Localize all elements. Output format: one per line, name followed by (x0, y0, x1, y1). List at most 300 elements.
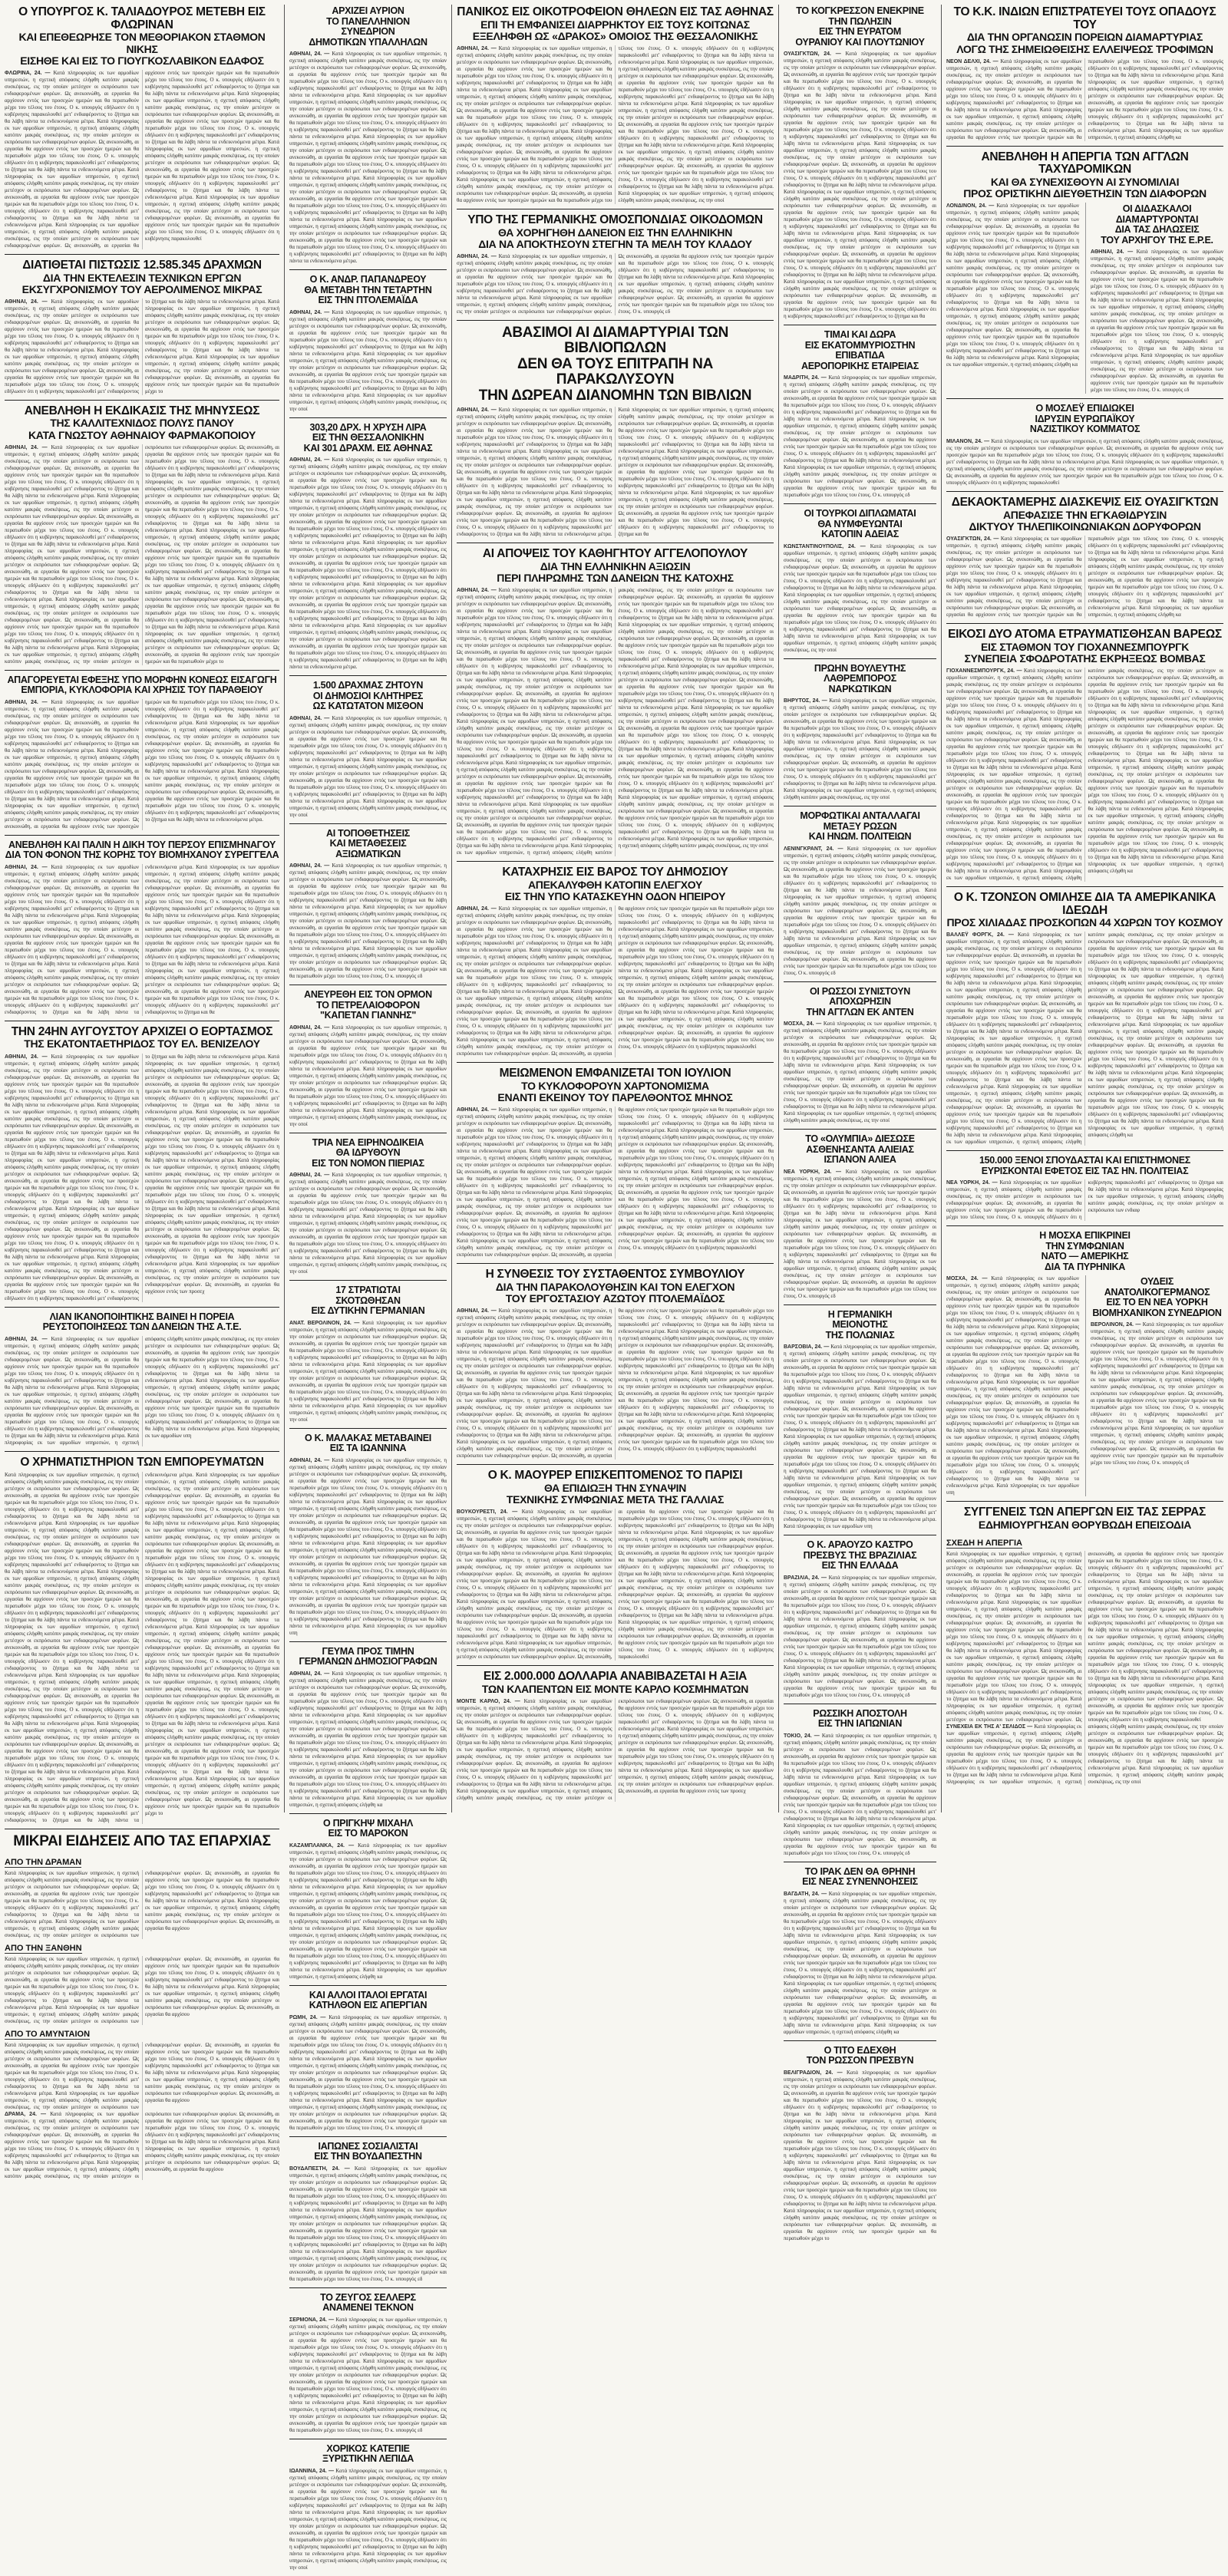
headline-line: ΔΕΝ ΘΑ ΤΟΥΣ ΕΠΙΤΡΑΠΗ ΝΑ ΠΑΡΑΚΩΛΥΣΟΥΝ (517, 355, 713, 388)
column-2 (284, 5, 451, 2571)
headline-line: Ο Κ. ΤΖΟΝΣΟΝ ΟΜΙΛΗΣΕ ΔΙΑ ΤΑ ΑΜΕΡΙΚΑΝΙΚΑ ΙΔΕΩΔΗ (953, 890, 1216, 917)
article (5, 1312, 279, 1452)
headline (289, 1138, 447, 1169)
headline-line: ΑΕΡΟΠΟΡΙΚΗΣ ΕΤΑΙΡΕΙΑΣ (801, 360, 919, 371)
dateline: ΑΘΗΝΑΙ, 24. — (289, 1024, 332, 1031)
article-body: ΒΗΡΥΤΟΣ, 24. — Κατά πληροφορίας εκ των αρμοδίων υπηρεσιών, η σχετική απόφασις ελήφθη κατόπιν μακράς συσκέψεως, εις την οποίαν μετέσχον οι εκπρόσωποι των ενδιαφερομένων φορέων. Ως ανεκοινώθη, αι εργασίαι θα αρχίσουν εντός των προσεχών ημερών και θα περατωθούν μέχρι του τέλους του έτους. Ο κ. υπουργός εδήλωσεν ότι η κυβέρνησις παρακολουθεί μετ' ενδιαφέροντος το ζήτημα και θα λάβη πάντα τα ενδεικνυόμενα μέτρα. Κατά πληροφορίας εκ των αρμοδίων υπηρεσιών, η σχετική απόφασις ελήφθη κατόπιν μακράς συσκέψεως, εις την οποίαν μετέσχον οι εκπρόσωποι των ενδιαφερομένων φορέων. Ως ανεκοινώθη, αι εργασίαι θα αρχίσουν εντός των προσεχών ημερών και θα περατωθούν μέχρι του τέλους του έτους. Ο κ. υπουργός εδήλωσεν ότι η κυβέρνησις παρακολουθεί μετ' ενδιαφέροντος το ζήτημα και θα λάβη πάντα τα ενδεικνυόμενα μέτρα. Κατά πληροφορίας εκ των αρμοδίων υπηρεσιών, η σχετική απόφασις ελήφθη κατόπιν μακράς συσκέψεως, εις την οποί (784, 698, 936, 800)
article-body: ΑΝΑΤ. ΒΕΡΟΛΙΝΟΝ, 24. — Κατά πληροφορίας εκ των αρμοδίων υπηρεσιών, η σχετική απόφασις ελήφθη κατόπιν μακράς συσκέψεως, εις την οποίαν μετέσχον οι εκπρόσωποι των ενδιαφερομένων φορέων. Ως ανεκοινώθη, αι εργασίαι θα αρχίσουν εντός των προσεχών ημερών και θα περατωθούν μέχρι του τέλους του έτους. Ο κ. υπουργός εδήλωσεν ότι η κυβέρνησις παρακολουθεί μετ' ενδιαφέροντος το ζήτημα και θα λάβη πάντα τα ενδεικνυόμενα μέτρα. Κατά πληροφορίας εκ των αρμοδίων υπηρεσιών, η σχετική απόφασις ελήφθη κατόπιν μακράς συσκέψεως, εις την οποίαν μετέσχον οι εκπρόσωποι των ενδιαφερομένων φορέων. Ως ανεκοινώθη, αι εργασίαι θα αρχίσουν εντός των προσεχών ημερών και θα περατωθούν μέχρι του τέλους του έτους. Ο κ. υπουργός εδήλωσεν ότι η κυβέρνησις παρακολουθεί μετ' ενδιαφέροντος το ζήτημα και θα λάβη πάντα τα ενδεικνυόμενα μέτρα. Κατά πληροφορίας εκ των αρμοδίων υπηρεσιών, η σχετική απόφασις ελήφθη κατόπιν μακράς συσκέψεως, εις την οποί (289, 1319, 447, 1423)
headline-line: ΤΟ Κ.Κ. ΙΝΔΙΩΝ ΕΠΙΣΤΡΑΤΕΥΕΙ ΤΟΥΣ ΟΠΑΔΟΥΣ ΤΟΥ (953, 5, 1216, 31)
headline-line: ΑΡΧΙΖΕΙ ΑΥΡΙΟΝ (332, 5, 404, 16)
headline (784, 1540, 936, 1572)
headline-line: ΕΙΣ ΤΗΝ ΠΤΟΛΕΜΑΪΔΑ (318, 295, 418, 305)
headline (946, 1231, 1223, 1272)
headline-line: ΝΑΖΙΣΤΙΚΟΥ ΚΟΜΜΑΤΟΣ (1029, 424, 1141, 435)
article-body: Κατά πληροφορίας εκ των αρμοδίων υπηρεσιών, η σχετική απόφασις ελήφθη κατόπιν μακράς συσκέψεως, εις την οποίαν μετέσχον οι εκπρόσωποι των ενδιαφερομένων φορέων. Ως ανεκοινώθη, αι εργασίαι θα αρχίσουν εντός των προσεχών ημερών και θα περατωθούν μέχρι του τέλους του έτους. Ο κ. υπουργός εδήλωσεν ότι η κυβέρνησις παρακολουθεί μετ' ενδιαφέροντος το ζήτημα και θα λάβη πάντα τα ενδεικνυόμενα μέτρα. Κατά πληροφορίας εκ των αρμοδίων υπηρεσιών, η σχετική απόφασις ελήφθη κατόπιν μακράς συσκέψεως, εις την οποίαν μετέσχον οι εκπρόσωποι των ενδιαφερομένων φορέων. Ως ανεκοινώθη, αι εργασίαι θα αρχίσουν εντός των προσεχών ημερών και θα περατωθούν μέχρι του τέλους του έτους. Ο κ. υπουργός εδήλωσεν ότι η κυβέρνησις παρακολουθεί μετ' ενδιαφέροντος το ζήτημα και θα λάβη πάντα τα ενδεικνυόμενα μέτρα. Κατά πληροφορίας εκ των αρμοδίων υπηρεσιών, η σχετική απόφασις ελήφθη κατόπιν μακράς συσκέψεως, εις την οποίαν μετέσχον οι εκπρόσωποι των ενδιαφερομένων φορέων. Ως ανεκοινώθη, αι εργασίαι θα αρχίσου (5, 1955, 279, 2024)
headline-line: ΑΝΕΒΛΗΘΗ ΚΑΙ ΠΑΛΙΝ Η ΔΙΚΗ ΤΟΥ ΠΕΡΣΟΥ ΕΠΙΣΜΗΝΑΓΟΥ (8, 839, 276, 850)
article (5, 6, 279, 255)
dateline: ΑΘΗΝΑΙ, 24. — (5, 1336, 51, 1342)
article-body: ΣΕΡΜΟΝΑ, 24. — Κατά πληροφορίας εκ των αρμοδίων υπηρεσιών, η σχετική απόφασις ελήφθη κατόπιν μακράς συσκέψεως, εις την οποίαν μετέσχον οι εκπρόσωποι των ενδιαφερομένων φορέων. Ως ανεκοινώθη, αι εργασίαι θα αρχίσουν εντός των προσεχών ημερών και θα περατωθούν μέχρι του τέλους του έτους. Ο κ. υπουργός εδήλωσεν ότι η κυβέρνησις παρακολουθεί μετ' ενδιαφέροντος το ζήτημα και θα λάβη πάντα τα ενδεικνυόμενα μέτρα. Κατά πληροφορίας εκ των αρμοδίων υπηρεσιών, η σχετική απόφασις ελήφθη κατόπιν μακράς συσκέψεως, εις την οποίαν μετέσχον οι εκπρόσωποι των ενδιαφερομένων φορέων. Ως ανεκοινώθη, αι εργασίαι θα αρχίσουν εντός των προσεχών ημερών και θα περατωθούν μέχρι του τέλους του έτους. Ο κ. υπουργός εδήλωσεν ότι η κυβέρνησις παρακολουθεί μετ' ενδιαφέροντος το ζήτημα και θα λάβη πάντα τα ενδεικνυόμενα μέτρα. Κατά πληροφορίας εκ των αρμοδίων υπηρεσιών, η σχετική απόφασις ελήφθη κατόπιν μακράς συσκέψεως, εις την οποίαν μετέσχον οι εκπρόσωποι των ενδιαφερομένων φορέων. Ως ανεκοινώθη, αι εργασίαι θα αρχίσουν εντός των προσεχών ημερών και θα περατωθούν μέχρι του τέλους του έτους. Ο κ. υπουργός εδ (289, 2316, 447, 2433)
headline (1091, 1277, 1223, 1318)
headline-line: ΑΝΕΒΛΗΘΗ Η ΕΚΔΙΚΑΣΙΣ ΤΗΣ ΜΗΝΥΣΕΩΣ (24, 404, 260, 417)
headline-line: ΕΙΣ 2.000.000 ΔΟΛΛΑΡΙΑ ΑΝΑΒΙΒΑΖΕΤΑΙ Η ΑΞΙΑ (483, 1670, 748, 1684)
headline-line: ΕΔΗΜΙΟΥΡΓΗΣΑΝ ΘΟΡΥΒΩΔΗ ΕΠΕΙΣΟΔΙΑ (978, 1519, 1192, 1532)
article (289, 2444, 447, 2576)
headline-line: ΔΙΚΤΥΟΥ ΤΗΛΕΠΙΚΟΙΝΩΝΙΑΚΩΝ ΔΟΡΥΦΟΡΩΝ (969, 519, 1201, 533)
headline-line: ΚΑΙ ΜΕΤΑΘΕΣΕΙΣ (329, 838, 407, 849)
headline-line: Η ΓΕΡΜΑΝΙΚΗ (827, 1308, 893, 1320)
headline-line: ΕΙΚΟΣΙ ΔΥΟ ΑΤΟΜΑ ΕΤΡΑΥΜΑΤΙΣΘΗΣΑΝ ΒΑΡΕΩΣ (948, 627, 1222, 641)
headline-line: ΔΙΑ ΝΑ ΑΠΟΚΤΗΣΟΥΝ ΣΤΕΓΗΝ ΤΑ ΜΕΛΗ ΤΟΥ ΚΛΑΔΟΥ (478, 237, 752, 250)
article-body: ΜΟΣΧΑ, 24. — Κατά πληροφορίας εκ των αρμοδίων υπηρεσιών, η σχετική απόφασις ελήφθη κατόπιν μακράς συσκέψεως, εις την οποίαν μετέσχον οι εκπρόσωποι των ενδιαφερομένων φορέων. Ως ανεκοινώθη, αι εργασίαι θα αρχίσουν εντός των προσεχών ημερών και θα περατωθούν μέχρι του τέλους του έτους. Ο κ. υπουργός εδήλωσεν ότι η κυβέρνησις παρακολουθεί μετ' ενδιαφέροντος το ζήτημα και θα λάβη πάντα τα ενδεικνυόμενα μέτρα. Κατά πληροφορίας εκ των αρμοδίων υπηρεσιών, η σχετική απόφασις ελήφθη κατόπιν μακράς συσκέψεως, εις την οποίαν μετέσχον οι εκπρόσωποι των ενδιαφερομένων φορέων. Ως ανεκοινώθη, αι εργασίαι θα αρχίσουν εντός των προσεχών ημερών και θα περατωθούν μέχρι του τέλους του έτους. Ο κ. υπουργός εδήλωσεν ότι η κυβέρνησις παρακολουθεί μετ' ενδιαφέροντος το ζήτημα και θα λάβη πάντα τα ενδεικνυόμενα μέτρα. Κατά πληροφορίας εκ των αρμοδίων υπηρεσιών, η σχετική απόφασις ελήφθη κατόπιν μακράς συσκέψεως, εις την οποί (784, 1021, 936, 1123)
headline (5, 1456, 279, 1469)
headline-line: ΟΙ ΡΩΣΣΟΙ ΣΥΝΙΣΤΟΥΝ (810, 985, 910, 997)
headline-line: ΠΡΩΗΝ ΒΟΥΛΕΥΤΗΣ (814, 662, 906, 674)
headline-line: 150.000 ΞΕΝΟΙ ΣΠΟΥΔΑΣΤΑΙ ΚΑΙ ΕΠΙΣΤΗΜΟΝΕΣ (979, 1155, 1191, 1166)
headline-line: ΕΙΣ ΤΗΝ ΥΠΟ ΚΑΤΑΣΚΕΥΗΝ ΟΔΟΝ ΗΠΕΙΡΟΥ (504, 890, 726, 903)
headline-line: ΤΟ ΠΕΤΡΕΛΑΙΟΦΟΡΟΝ (316, 999, 420, 1011)
article-body: ΜΟΣΧΑ, 24. — Κατά πληροφορίας εκ των αρμοδίων υπηρεσιών, η σχετική απόφασις ελήφθη κατόπιν μακράς συσκέψεως, εις την οποίαν μετέσχον οι εκπρόσωποι των ενδιαφερομένων φορέων. Ως ανεκοινώθη, αι εργασίαι θα αρχίσουν εντός των προσεχών ημερών και θα περατωθούν μέχρι του τέλους του έτους. Ο κ. υπουργός εδήλωσεν ότι η κυβέρνησις παρακολουθεί μετ' ενδιαφέροντος το ζήτημα και θα λάβη πάντα τα ενδεικνυόμενα μέτρα. Κατά πληροφορίας εκ των αρμοδίων υπηρεσιών, η σχετική απόφασις ελήφθη κατόπιν μακράς συσκέψεως, εις την οποίαν μετέσχον οι εκπρόσωποι των ενδιαφερομένων φορέων. Ως ανεκοινώθη, αι εργασίαι θα αρχίσουν εντός των προσεχών ημερών και θα περατωθούν μέχρι του τέλους του έτους. Ο κ. υπουργός εδήλωσεν ότι η κυβέρνησις παρακολουθεί μετ' ενδιαφέροντος το ζήτημα και θα λάβη πάντα τα ενδεικνυόμενα μέτρα. Κατά πληροφορίας εκ των αρμοδίων υπηρεσιών, η σχετική απόφασις ελήφθη κατόπιν μακράς συσκέψεως, εις την οποίαν μετέσχον οι εκπρόσωποι των ενδιαφερομένων φορέων. Ως ανεκοινώθη, αι εργασίαι θα αρχίσουν εντός των προσεχών ημερών και θα περατωθούν μέχρι του τέλους του έτους. Ο κ. υπουργός εδήλωσεν ότι η κυβέρνησις παρακολουθεί μετ' ενδιαφέροντος το ζήτημα και θα λάβη πάντα τα ενδεικνυόμενα μέτρα. Κατά πληροφορίας εκ των αρμοδίων υπηρεσιών, η σχετική απόφασις ελήφθη κατόπιν μακράς συσκέψεως, εις την οποίαν μετέσχον οι εκπρόσωποι των ενδιαφερομένων φορέων. Ως ανεκοινώθη, αι εργασίαι θα αρχίσουν εντός των προσεχών ημερών και θα περατωθούν μέχρι του τέλους του έτους. Ο κ. υπουργός εδήλωσεν ότι η κυβέρνησις παρακολουθεί μετ' ενδιαφέροντος το ζήτημα και θα λάβη πάντα τα ενδεικνυόμενα μέτρα. Κατά πληροφορίας εκ των αρμοδίων υπη (946, 1275, 1079, 1496)
section-subhead: ΑΠΟ ΤΗΝ ΞΑΝΘΗΝ (5, 1943, 82, 1953)
article-body: ΣΥΝΕΧΕΙΑ ΕΚ ΤΗΣ Α' ΣΕΛΙΔΟΣ — Κατά πληροφορίας εκ των αρμοδίων υπηρεσιών, η σχετική απόφασις ελήφθη κατόπιν μακράς συσκέψεως, εις την οποίαν μετέσχον οι εκπρόσωποι των ενδιαφερομένων φορέων. Ως ανεκοινώθη, αι εργασίαι θα αρχίσουν εντός των προσεχών ημερών και θα περατωθούν μέχρι του τέλους του έτους. Ο κ. υπουργός εδήλωσεν ότι η κυβέρνησις παρακολουθεί μετ' ενδιαφέροντος το ζήτημα και θα λάβη πάντα τα ενδεικνυόμενα μέτρα. Κατά πληροφορίας εκ των αρμοδίων υπηρεσιών, η σχετική απόφασις ελήφθη κατόπιν μακράς συσκέψεως, εις την οποίαν μετέσχον οι εκπρόσωποι των ενδιαφερομένων φορέων. Ως ανεκοινώθη, αι εργασίαι θα αρχίσουν εντός των προσεχών ημερών και θα περατωθούν μέχρι του τέλους του έτους. Ο κ. υπουργός εδήλωσεν ότι η κυβέρνησις παρακολουθεί μετ' ενδιαφέροντος το ζήτημα και θα λάβη πάντα τα ενδεικνυόμενα μέτρα. Κατά πληροφορίας εκ των αρμοδίων υπηρεσιών, η σχετική απόφασις ελήφθη κατόπιν μακράς συσκέψεως, εις την οποί (946, 1723, 1223, 1786)
article (946, 1156, 1223, 1226)
headline-line: ΓΕΥΜΑ ΠΡΟΣ ΤΙΜΗΝ (322, 1645, 414, 1657)
dateline: ΒΟΥΚΟΥΡΕΣΤΙ, 24. — (457, 1509, 522, 1516)
headline-line: ΕΙΣ ΤΟ ΜΑΡΟΚΟΝ (328, 1828, 408, 1839)
headline-line: ΤΩΝ ΚΛΑΠΕΝΤΩΝ ΕΙΣ ΜΟΝΤΕ ΚΑΡΛΟ ΚΟΣΜΗΜΑΤΩΝ (481, 1682, 749, 1695)
headline-line: ΘΑ ΝΥΜΦΕΥΩΝΤΑΙ (817, 518, 903, 529)
article (457, 1469, 774, 1666)
headline-line: ΕΙΣ ΕΚΑΤΟΜΜΥΡΙΟΣΤΗΝ (804, 339, 916, 351)
article-body: ΟΥΑΣΙΓΚΤΩΝ, 24. — Κατά πληροφορίας εκ των αρμοδίων υπηρεσιών, η σχετική απόφασις ελήφθη κατόπιν μακράς συσκέψεως, εις την οποίαν μετέσχον οι εκπρόσωποι των ενδιαφερομένων φορέων. Ως ανεκοινώθη, αι εργασίαι θα αρχίσουν εντός των προσεχών ημερών και θα περατωθούν μέχρι του τέλους του έτους. Ο κ. υπουργός εδήλωσεν ότι η κυβέρνησις παρακολουθεί μετ' ενδιαφέροντος το ζήτημα και θα λάβη πάντα τα ενδεικνυόμενα μέτρα. Κατά πληροφορίας εκ των αρμοδίων υπηρεσιών, η σχετική απόφασις ελήφθη κατόπιν μακράς συσκέψεως, εις την οποίαν μετέσχον οι εκπρόσωποι των ενδιαφερομένων φορέων. Ως ανεκοινώθη, αι εργασίαι θα αρχίσουν εντός των προσεχών ημερών και θα περατωθούν μέχρι του τέλους του έτους. Ο κ. υπουργός εδήλωσεν ότι η κυβέρνησις παρακολουθεί μετ' ενδιαφέροντος το ζήτημα και θα λάβη πάντα τα ενδεικνυόμενα μέτρα. Κατά πληροφορίας εκ των αρμοδίων υπηρεσιών, η σχετική απόφασις ελήφθη κατόπιν μακράς συσκέψεως, εις την οποίαν μετέσχον οι εκπρόσωποι των ενδιαφερομένων φορέων. Ως ανεκοινώθη, αι εργασίαι θα αρχίσουν εντός των προσεχών ημερών και θα περατωθούν μέχρι του τέλους του έτους. Ο κ. υπουργός εδήλωσεν ότι η κυβέρνησις παρακολουθεί μετ' ενδιαφέροντος το ζήτημα και θα λάβη πάντα τα ενδεικνυόμενα μέτρα. Κατά πληροφορίας εκ των αρμοδίων υπηρεσιών, η σχετική απόφασις ελήφθη κα (946, 535, 1223, 618)
headline-line: ΟΙ ΤΟΥΡΚΟΙ ΔΙΠΛΩΜΑΤΑΙ (804, 508, 916, 519)
headline-line: ΘΑ ΜΕΤΑΒΗ ΤΗΝ ΤΕΤΑΡΤΗΝ (304, 284, 432, 295)
headline-line: ΕΙΣ ΤΟΝ ΝΟΜΟΝ ΠΙΕΡΙΑΣ (312, 1157, 424, 1169)
article (457, 548, 774, 862)
headline-line: ΕΙΣ ΝΕΑΣ ΣΥΝΕΝΝΟΗΣΕΙΣ (802, 1876, 918, 1887)
headline (784, 1709, 936, 1730)
article (289, 2142, 447, 2288)
article-body: ΑΘΗΝΑΙ, 24. — Κατά πληροφορίας εκ των αρμοδίων υπηρεσιών, η σχετική απόφασις ελήφθη κατόπιν μακράς συσκέψεως, εις την οποίαν μετέσχον οι εκπρόσωποι των ενδιαφερομένων φορέων. Ως ανεκοινώθη, αι εργασίαι θα αρχίσουν εντός των προσεχών ημερών και θα περατωθούν μέχρι του τέλους του έτους. Ο κ. υπουργός εδήλωσεν ότι η κυβέρνησις παρακολουθεί μετ' ενδιαφέροντος το ζήτημα και θα λάβη πάντα τα ενδεικνυόμενα μέτρα. Κατά πληροφορίας εκ των αρμοδίων υπηρεσιών, η σχετική απόφασις ελήφθη κατόπιν μακράς συσκέψεως, εις την οποίαν μετέσχον οι εκπρόσωποι των ενδιαφερομένων φορέων. Ως ανεκοινώθη, αι εργασίαι θα αρχίσουν εντός των προσεχών ημερών και θα περατωθούν μέχρι του τέλους του έτους. Ο κ. υπουργός εδήλωσεν ότι η κυβέρνησις παρακολουθεί μετ' ενδιαφέροντος το ζήτημα και θα λάβη πάντα τα ενδεικνυόμενα μέτρα. Κατά πληροφορίας εκ των αρμοδίων υπηρεσιών, η σχετική απόφασις ελήφθη κατόπιν μακράς συσκέψεως, εις την οποίαν μετέσχον οι εκπρόσωποι των ενδιαφερομένων φορέων. Ως ανεκοινώθη, αι εργασίαι θα αρχίσουν εντός των προσεχών ημερών και θα περατωθούν μέχρι του τέλους του έτους. Ο κ. υπουργός εδήλωσεν ότι η κυβέρνησις παρακολουθεί μετ' ενδιαφέροντος το ζήτημα και θα λάβη πάντα τα ενδεικνυόμενα μέτρα. Κατά πληροφορίας εκ των αρμοδίων υπηρεσιών, η σχετική απόφασις ελήφθη κατόπιν μακράς συσκέψεως, εις την οποίαν μετέσχον οι εκπρόσωποι των ενδιαφερομένων φορέων. Ως ανεκοινώθη, αι εργασίαι θα αρχίσουν εντός των προσεχών ημερών και θα περατωθούν μέχρι του τέλους του έτους. Ο κ. υπουργός εδήλωσεν ότι η κυβέρνησις παρακολουθεί μετ' ενδιαφέροντος το ζήτημα και θα λάβη πάντα τα ενδεικνυόμενα μέτρα. Κατά πληροφορίας εκ των αρμοδίων υπηρεσιών, η σχετική απόφασις ελήφθη κατόπιν μακράς συσκέψεως, εις την οποίαν μετέσχον οι εκπρόσωποι των ενδιαφερομένων φορέων. Ως ανεκοινώθη, αι εργασίαι θα αρχίσουν εντός των προσεχών ημερών και θα περατωθούν μέχρι του τέλους του έτους. Ο κ. υπουργός εδήλωσεν ότι η κυβέρνησις παρακολουθεί μετ' ενδιαφέροντος το ζήτημα και θα λάβη πάντα τα ενδεικνυόμενα μέτρα. Κατά πληροφορίας εκ των αρμοδίων υπηρεσιών, η σχετική απόφασις ελήφθη κατόπιν μακράς συσκέψεως, εις την οποίαν μετέσχον οι εκπρόσωποι των ενδιαφερομένων φορέων. Ως ανεκοινώθη, αι εργασίαι θα αρχίσουν εντός των προσεχών ημερών και θα περατωθούν μέχρι του τέλους του έτους. Ο κ. υπουργός εδήλωσεν ότι η κυβέρνησις παρακολουθεί μετ' ενδιαφέροντος το ζήτημα και θα λάβη πάντα τα ενδεικνυόμενα μέτρα. Κατά πληροφορίας εκ των αρμοδίων υπηρεσιών, η σχετική απόφασις ελήφθη κατόπιν μακράς συσκέψεως, εις την οποίαν μετέσχον οι εκπρόσωποι των ενδιαφερομένων φορέων. Ως ανεκοινώθη, αι εργασίαι θα αρχίσουν εντός των προσεχών ημερών και θα περατωθούν μέχρι του τέλους του έτους. Ο κ. υπουργός εδήλωσεν ότι η κυβέρνησις παρακολουθεί (457, 1308, 774, 1460)
article-body: Κατά πληροφορίας εκ των αρμοδίων υπηρεσιών, η σχετική απόφασις ελήφθη κατόπιν μακράς συσκέψεως, εις την οποίαν μετέσχον οι εκπρόσωποι των ενδιαφερομένων φορέων. Ως ανεκοινώθη, αι εργασίαι θα αρχίσουν εντός των προσεχών ημερών και θα περατωθούν μέχρι του τέλους του έτους. Ο κ. υπουργός εδήλωσεν ότι η κυβέρνησις παρακολουθεί μετ' ενδιαφέροντος το ζήτημα και θα λάβη πάντα τα ενδεικνυόμενα μέτρα. Κατά πληροφορίας εκ των αρμοδίων υπηρεσιών, η σχετική απόφασις ελήφθη κατόπιν μακράς συσκέψεως, εις την οποίαν μετέσχον οι εκπρόσωποι των ενδιαφερομένων φορέων. Ως ανεκοινώθη, αι εργασίαι θα αρχίσουν εντός των προσεχών ημερών και θα περατωθούν μέχρι του τέλους του έτους. Ο κ. υπουργός εδήλωσεν ότι η κυβέρνησις παρακολουθεί μετ' ενδιαφέροντος το ζήτημα και θα λάβη πάντα τα ενδεικνυόμενα μέτρα. Κατά πληροφορίας εκ των αρμοδίων υπηρεσιών, η σχετική απόφασις ελήφθη κατόπιν μακράς συσκέψεως, εις την οποίαν μετέσχον οι εκπρόσωποι των ενδιαφερομένων φορέων. Ως ανεκοινώθη, αι εργασίαι θα αρχίσου (5, 1869, 279, 1938)
headline-line: ΕΙΣ ΤΗΝ ΒΟΥΔΑΠΕΣΤΗΝ (314, 2151, 422, 2162)
article (946, 1231, 1223, 1502)
headline-line: ΜΙΚΡΑΙ ΕΙΔΗΣΕΙΣ ΑΠΟ ΤΑΣ ΕΠΑΡΧΙΑΣ (13, 1833, 271, 1850)
article (289, 423, 447, 677)
headline (457, 866, 774, 902)
headline (289, 2142, 447, 2162)
headline-line: ΤΟΥ ΑΡΧΗΓΟΥ ΤΗΣ Ε.Ρ.Ε. (1101, 234, 1213, 246)
headline (784, 811, 936, 843)
article (457, 214, 774, 321)
headline-line: ΑΠΟΧΩΡΗΣΙΝ (829, 996, 891, 1007)
dateline: ΦΛΩΡΙΝΑ, 24. — (5, 70, 54, 76)
article-body: ΤΟΚΙΟ, 24. — Κατά πληροφορίας εκ των αρμοδίων υπηρεσιών, η σχετική απόφασις ελήφθη κατόπιν μακράς συσκέψεως, εις την οποίαν μετέσχον οι εκπρόσωποι των ενδιαφερομένων φορέων. Ως ανεκοινώθη, αι εργασίαι θα αρχίσουν εντός των προσεχών ημερών και θα περατωθούν μέχρι του τέλους του έτους. Ο κ. υπουργός εδήλωσεν ότι η κυβέρνησις παρακολουθεί μετ' ενδιαφέροντος το ζήτημα και θα λάβη πάντα τα ενδεικνυόμενα μέτρα. Κατά πληροφορίας εκ των αρμοδίων υπηρεσιών, η σχετική απόφασις ελήφθη κατόπιν μακράς συσκέψεως, εις την οποίαν μετέσχον οι εκπρόσωποι των ενδιαφερομένων φορέων. Ως ανεκοινώθη, αι εργασίαι θα αρχίσουν εντός των προσεχών ημερών και θα περατωθούν μέχρι του τέλους του έτους. Ο κ. υπουργός εδήλωσεν ότι η κυβέρνησις παρακολουθεί μετ' ενδιαφέροντος το ζήτημα και θα λάβη πάντα τα ενδεικνυόμενα μέτρα. Κατά πληροφορίας εκ των αρμοδίων υπηρεσιών, η σχετική απόφασις ελήφθη κατόπιν μακράς συσκέψεως, εις την οποίαν μετέσχον οι εκπρόσωποι των ενδιαφερομένων φορέων. Ως ανεκοινώθη, αι εργασίαι θα αρχίσουν εντός των προσεχών ημερών και θα περατωθούν μέχρι του τέλους του έτους. Ο κ. υπουργός εδ (784, 1732, 936, 1856)
headline (289, 829, 447, 860)
headline-line: ΘΑ ΙΔΡΥΘΟΥΝ (335, 1147, 401, 1158)
headline (289, 275, 447, 306)
article (289, 275, 447, 418)
headline-line: ΑΠΕΦΑΣΙΣΕ ΤΗΝ ΕΓΚΑΘΙΔΡΥΣΙΝ (1002, 508, 1167, 521)
headline-line: ΤΟ ΚΥΚΛΟΦΟΡΟΥΝ ΧΑΡΤΟΝΟΜΙΣΜΑ (521, 1080, 709, 1093)
dateline: ΙΩΑΝΝΙΝΑ, 24. — (289, 2468, 336, 2474)
article (289, 1991, 447, 2137)
headline-line: ΔΙΑΤΙΘΕΤΑΙ ΠΙΣΤΩΣΙΣ 12.585.345 ΔΡΑΧΜΩΝ (22, 258, 262, 272)
section-subhead: ΣΧΕΔΗ Η ΑΠΕΡΓΙΑ (946, 1539, 1022, 1549)
headline (289, 1819, 447, 1839)
headline (946, 628, 1223, 665)
headline-line: Ο ΜΟΣΛΕΫ ΕΠΙΔΙΩΚΕΙ (1035, 403, 1134, 414)
headline-line: ΝΑΤΟ — ΑΜΕΡΙΚΗΣ (1041, 1251, 1129, 1262)
headline-line: ΑΙ ΑΠΟΨΕΙΣ ΤΟΥ ΚΑΘΗΓΗΤΟΥ ΑΓΓΕΛΟΠΟΥΛΟΥ (482, 547, 748, 561)
dateline: ΑΘΗΝΑΙ, 24. — (457, 1308, 499, 1314)
article-body: ΑΘΗΝΑΙ, 24. — Κατά πληροφορίας εκ των αρμοδίων υπηρεσιών, η σχετική απόφασις ελήφθη κατόπιν μακράς συσκέψεως, εις την οποίαν μετέσχον οι εκπρόσωποι των ενδιαφερομένων φορέων. Ως ανεκοινώθη, αι εργασίαι θα αρχίσουν εντός των προσεχών ημερών και θα περατωθούν μέχρι του τέλους του έτους. Ο κ. υπουργός εδήλωσεν ότι η κυβέρνησις παρακολουθεί μετ' ενδιαφέροντος το ζήτημα και θα λάβη πάντα τα ενδεικνυόμενα μέτρα. Κατά πληροφορίας εκ των αρμοδίων υπηρεσιών, η σχετική απόφασις ελήφθη κατόπιν μακράς συσκέψεως, εις την οποίαν μετέσχον οι εκπρόσωποι των ενδιαφερομένων φορέων. Ως ανεκοινώθη, αι εργασίαι θα αρχίσουν εντός των προσεχών ημερών και θα περατωθούν μέχρι του τέλους του έτους. Ο κ. υπουργός εδήλωσεν ότι η κυβέρνησις παρακολουθεί μετ' ενδιαφέροντος το ζήτημα και θα λάβη πάντα τα ενδεικνυόμενα μέτρα. Κατά πληροφορίας εκ των αρμοδίων υπηρεσιών, η σχετική απόφασις ελήφθη κατόπιν μακράς συσκέψεως, εις την οποίαν μετέσχον οι εκπρόσωποι των ενδιαφερομένων φορέων. Ως ανεκοινώθη, αι εργασίαι θα αρχίσουν εντός των προσεχών ημερών και θα περατωθούν μέχρι του τέλους του έτους. Ο κ. υπουργός εδήλωσεν ότι η κυβέρνησις παρακολουθεί μετ' ενδιαφέροντος το ζήτημα και θα λάβη πάντα τα ενδεικνυόμενα μέτρα. Κατά πληροφορίας εκ των αρμοδίων υπηρεσιών, η σχετική απόφασις ελήφθη κα (289, 1670, 447, 1808)
headline-line: ΜΕΙΩΜΕΝΟΝ ΕΜΦΑΝΙΖΕΤΑΙ ΤΟΝ ΙΟΥΛΙΟΝ (499, 1067, 731, 1080)
article (5, 405, 279, 671)
headline-line: ΕΙΣ ΔΥΤΙΚΗΝ ΓΕΡΜΑΝΙΑΝ (311, 1305, 425, 1316)
article (457, 1067, 774, 1264)
headline-line: ΤΟ ΖΕΥΓΟΣ ΣΕΛΛΕΡΣ (320, 2291, 416, 2303)
headline-line: ΚΑΙ ΑΛΛΟΙ ΙΤΑΛΟΙ ΕΡΓΑΤΑΙ (309, 1989, 427, 2000)
headline-line: ΔΙΑ ΤΑ ΠΥΡΗΝΙΚΑ (1045, 1261, 1125, 1272)
article (289, 990, 447, 1133)
article (784, 1709, 936, 1862)
article-body: ΑΘΗΝΑΙ, 24. — Κατά πληροφορίας εκ των αρμοδίων υπηρεσιών, η σχετική απόφασις ελήφθη κατόπιν μακράς συσκέψεως, εις την οποίαν μετέσχον οι εκπρόσωποι των ενδιαφερομένων φορέων. Ως ανεκοινώθη, αι εργασίαι θα αρχίσουν εντός των προσεχών ημερών και θα περατωθούν μέχρι του τέλους του έτους. Ο κ. υπουργός εδήλωσεν ότι η κυβέρνησις παρακολουθεί μετ' ενδιαφέροντος το ζήτημα και θα λάβη πάντα τα ενδεικνυόμενα μέτρα. Κατά πληροφορίας εκ των αρμοδίων υπηρεσιών, η σχετική απόφασις ελήφθη κατόπιν μακράς συσκέψεως, εις την οποίαν μετέσχον οι εκπρόσωποι των ενδιαφερομένων φορέων. Ως ανεκοινώθη, αι εργασίαι θα αρχίσουν εντός των προσεχών ημερών και θα περατωθούν μέχρι του τέλους του έτους. Ο κ. υπουργός εδήλωσεν ότι η κυβέρνησις παρακολουθεί μετ' ενδιαφέροντος το ζήτημα και θα λάβη πάντα τα ενδεικνυόμενα μέτρα. Κατά πληροφορίας εκ των αρμοδίων υπηρεσιών, η σχετική απόφασις ελήφθη κατόπιν μακράς συσκέψεως, εις την οποίαν μετέσχον οι εκπρόσωποι των ενδιαφερομένων φορέων. Ως ανεκοινώθη, αι εργασίαι θα αρχίσουν εντός των προσεχών ημερών και θα περατωθούν μέχρι του τέλους του έτους. Ο κ. υπουργός εδήλωσεν ότι η κυβέρνησις παρακολουθεί μετ' ενδιαφέροντος το ζήτημα και θα λάβη πάντα τα ενδεικνυόμενα μέτρα. Κατά πληροφορίας εκ των αρμοδίων υπηρεσιών, η σχετική απόφασις ελήφθη κατόπιν μακράς συσκέψεως, εις την οποίαν μετέσχον οι εκπρόσωποι των ενδιαφερομένων φορέων. Ως ανεκοινώθη, αι εργασίαι θα αρχίσουν εντός των προσεχών ημερών και θα περατωθούν μέχρι του τέλους του έτους. Ο κ. υπουργός εδήλωσεν ότι η κυβέρνησις παρακολουθεί μετ' ενδιαφέροντος το ζήτημα και θα λάβη πάντα τα ενδεικνυόμενα μέτρα. Κατά πληροφορίας εκ των αρμοδίων υπηρεσιών, η σχετική απόφασις ελήφθη κατόπιν μακράς συσκέψεως, εις την οποίαν μετέσχον οι εκπρόσωποι των ενδιαφερομένων φορέων. Ως ανεκοινώθη, αι εργασίαι θα αρχίσουν εντός των προσεχών ημερών και θα περατωθούν μέχρι του τέλους του έτους. Ο κ. υπουργός εδήλωσεν ότι η κυβέρνησις παρακολουθεί μετ' ενδιαφέροντος το ζήτημα και θα λάβη πάντα τα ενδεικνυόμενα μέτρα. (289, 51, 447, 264)
headline-line: ΞΥΡΙΣΤΙΚΗΝ ΛΕΠΙΔΑ (322, 2453, 414, 2464)
article (5, 1834, 279, 2185)
headline-line: ΙΑΠΩΝΕΣ ΣΟΣΙΑΛΙΣΤΑΙ (318, 2140, 418, 2152)
dateline: ΑΘΗΝΑΙ, 24. — (289, 715, 332, 721)
headline-line: ΕΙΣ ΣΤΑΘΜΟΝ ΤΟΥ ΓΙΟΧΑΝΝΕΣΜΠΟΥΡΓΚ (980, 640, 1190, 653)
headline-line: ΚΑΙ ΘΑ ΣΥΝΕΧΙΣΘΟΥΝ ΑΙ ΣΥΝΟΜΙΛΙΑΙ (990, 176, 1180, 189)
dateline: ΚΩΝΣΤΑΝΤΙΝΟΥΠΟΛΙΣ, 24. — (784, 543, 870, 549)
dateline: ΑΘΗΝΑΙ, 24. — (289, 309, 332, 315)
headline-line: ΙΔΡΥΣΙΝ ΕΥΡΩΠΑΪΚΟΥ (1035, 413, 1135, 424)
headline-line: ΤΗΣ ΕΚΑΤΟΝΤΑΕΤΗΡΙΔΟΣ ΤΟΥ ΕΛ. ΒΕΝΙΖΕΛΟΥ (24, 1037, 260, 1051)
article-body: ΑΘΗΝΑΙ, 24. — Κατά πληροφορίας εκ των αρμοδίων υπηρεσιών, η σχετική απόφασις ελήφθη κατόπιν μακράς συσκέψεως, εις την οποίαν μετέσχον οι εκπρόσωποι των ενδιαφερομένων φορέων. Ως ανεκοινώθη, αι εργασίαι θα αρχίσουν εντός των προσεχών ημερών και θα περατωθούν μέχρι του τέλους του έτους. Ο κ. υπουργός εδήλωσεν ότι η κυβέρνησις παρακολουθεί μετ' ενδιαφέροντος το ζήτημα και θα λάβη πάντα τα ενδεικνυόμενα μέτρα. Κατά πληροφορίας εκ των αρμοδίων υπηρεσιών, η σχετική απόφασις ελήφθη κατόπιν μακράς συσκέψεως, εις την οποίαν μετέσχον οι εκπρόσωποι των ενδιαφερομένων φορέων. Ως ανεκοινώθη, αι εργασίαι θα αρχίσουν εντός των προσεχών ημερών και θα περατωθούν μέχρι του τέλους του έτους. Ο κ. υπουργός εδήλωσεν ότι η κυβέρνησις παρακολουθεί μετ' ενδιαφέροντος το ζήτημα και θα λάβη πάντα τα ενδεικνυόμενα μέτρα. Κατά πληροφορίας εκ των αρμοδίων υπηρεσιών, η σχετική απόφασις ελήφθη κατόπιν μακράς συσκέψεως, εις την οποίαν μετέσχον οι εκπρόσωποι των ενδιαφερομένων φορέων. Ως ανεκοινώθη, αι εργασίαι θα αρχίσουν εντός των προσεχών ημερών και θα περατωθούν μέχρι του τέλους του έτους. Ο κ. υπουργός εδήλωσεν ότι η κυβέρνησις παρακολουθεί μετ' ενδιαφέροντος το ζήτημα και θα λάβη πάντα τα ενδεικνυόμενα μέτρα. Κατά πληροφορίας εκ των αρμοδίων υπηρεσιών, η σχετική απόφασις ελήφθη κατόπιν μακράς συσκέψεως, εις την οποίαν μετέσχον οι εκπρόσωποι των ενδιαφερομένων φορέων. Ως ανεκοινώθη, αι εργασίαι θα αρχίσουν εντός των προσεχών ημερών και θα περατωθούν μέχρι του τέλους του έτους. Ο κ. υπουργός εδήλωσεν ότι η κυβέρνησις παρακολουθεί μετ' ενδιαφέροντος το ζήτημα και θα λάβη πάντα τα ενδεικνυόμενα μέτρα. Κατά πληροφορίας εκ των αρμοδίων υπηρεσιών, η σχετική απόφασις ελήφθη κατόπιν μακράς συσκέψεως, εις την οποίαν μετέσχον οι εκπρόσωποι των ενδιαφερομένων φορέων. Ως ανεκοινώθη, αι εργασίαι θα αρχίσουν εντός των προσεχών ημερών και θα περατωθούν μέχρι του τέλους του έτους. Ο κ. υπουργός εδήλωσεν ότι η κυβέρνησις παρακολουθεί μετ' ενδιαφέροντος το ζήτημα και θα λάβη πάντα τα ενδεικνυόμενα μέτρα. Κατά πληροφορίας εκ των αρμοδίων υπηρεσιών, η σχετική απόφασις ελήφθη κατόπιν μακράς συσκέψεως, εις την οποίαν μετέσχον οι εκπρόσωποι των ενδιαφερομένων φορέων. Ως ανεκοινώθη, αι εργασίαι θα αρχίσουν εντός των προσεχών ημερών και θα περατωθούν μέχρι του τέλους του έτους. Ο κ. υπουργός εδήλωσεν ότι η κυβέρνησις παρακολουθεί μετ' ενδιαφέροντος το ζήτημα και θα λάβη πάντα τα ενδεικνυόμενα μέτρα. Κατά πληροφορίας εκ των αρμοδίων υπηρεσιών, η σχετική απόφασις ελήφθη κατόπιν μακράς συσκέψεως, εις την οποίαν μετέσχον οι εκπρόσωποι των ενδιαφερομένων φορέων. Ως ανεκοινώθη, αι εργασίαι θα αρχίσουν εντός των προσεχών ημερών και θα περατωθούν μέχρι του τέλους του έτους. Ο κ. υπουργός εδήλωσεν ότι η κυβέρνησις παρακολουθεί μετ' ενδιαφέροντος το ζήτημα και θα λάβη πάντα τα ενδεικνυόμενα μέτρα. Κατά πληροφορίας εκ των αρμοδίων υπηρεσιών, η σχετική απόφασις ελήφθη κατόπιν μακράς συσκέψεως, εις την οποίαν μετέσχον οι εκπρόσωποι των ενδιαφερομένων φορέων. Ως ανεκοινώθη, αι εργασίαι θα αρχίσουν εντός των προσεχών ημερών και θα περατωθούν μέχρι του τέλους του έτους. Ο κ. υπουργός εδήλωσεν ότι η κυβέρνησις παρακολουθεί μετ' ενδιαφέροντος το ζήτημα και θα λάβη πάντα τα ενδεικνυόμενα μέτρα. Κατά πληροφορίας εκ των αρμοδίων υπηρεσιών, η σχετική απόφασις ελήφθη κατόπιν μακράς συσκέψεως, εις την οποίαν μετέσχον οι εκπρόσωποι των ενδιαφερομένων φορέων. Ως ανεκοινώθη, αι εργασίαι θα αρχίσουν εντός των προσεχών ημερών και θα περατωθούν μέχρι του τέλους του έτους. Ο κ. υπουργός εδήλωσεν ότι η κυβέρνησις παρακολουθεί μετ' ενδιαφέροντος το ζήτημα και θα λάβη πάντα τα ενδεικνυόμενα μέτρα. Κατά πληροφορίας εκ των αρμοδίων υπηρεσιών, η σχετική απόφασις ελήφθη κατόπιν μακράς συσκέψεως, εις την οποίαν μετέσχον οι εκπρόσωποι των ενδιαφερομένων φορέων. Ως ανεκοινώθη, αι εργασίαι θα αρχίσουν εντός των προσεχών ημερών και θα περατωθούν μέχρι του τέλους του έτους. Ο κ. υπουργός εδήλωσεν ότι η κυβέρνησις παρακολουθεί μετ' ενδιαφέροντος το ζήτημα και θα λάβη πάντα τα ενδεικνυόμενα μέτρα. Κατά πληροφορίας εκ των αρμοδίων υπηρεσιών, η σχετική απόφασις ελήφθη κατόπιν μακράς συσκέψεως, εις την οποίαν μετέσχον οι εκπρόσωποι των ενδιαφερομένων φορέων. Ως ανεκοινώθη, αι εργασίαι θα αρχίσουν εντός των προσεχών ημερών και θα περατωθούν μέχρι του τέλους του έτους. Ο κ. υπουργός εδήλωσεν ότι η κυβέρνησις παρακολουθεί μετ' ενδιαφέροντος το ζήτημα και θα λάβη πάντα τα ενδεικνυόμενα μέτρα. Κατά πληροφορίας εκ των αρμοδίων υπηρεσιών, η σχετική απόφασις ελήφθη κατόπιν μακράς συσκέψεως, εις την οποίαν μετέσχον οι εκπρόσωποι των ενδιαφερομένων φορέων. Ως ανεκοινώθη, αι εργασίαι θα αρχίσουν εντός των προσεχών ημερών και θα περατωθούν μέχρι του τέλους του έτους. Ο κ. υπουργός εδήλωσεν ότι η κυβέρνησις παρακολουθεί μετ' ενδιαφέροντος το ζήτημα και θα λάβη πάντα τα ενδεικνυόμενα μέτρα. Κατά πληροφορίας εκ των αρμοδίων υπηρεσιών, η σχετική απόφασις ελήφθη κατόπιν μακράς συσκέψεως, εις την οποί (457, 587, 774, 856)
headline-line: 303,20 ΔΡΧ. Η ΧΡΥΣΗ ΛΙΡΑ (309, 421, 427, 433)
article (289, 6, 447, 270)
headline-line: ΣΥΓΓΕΝΕΙΣ ΤΩΝ ΑΠΕΡΓΩΝ ΕΙΣ ΤΑΣ ΣΕΡΡΑΣ (963, 1506, 1207, 1519)
article-body: ΜΙΛΑΝΟΝ, 24. — Κατά πληροφορίας εκ των αρμοδίων υπηρεσιών, η σχετική απόφασις ελήφθη κατόπιν μακράς συσκέψεως, εις την οποίαν μετέσχον οι εκπρόσωποι των ενδιαφερομένων φορέων. Ως ανεκοινώθη, αι εργασίαι θα αρχίσουν εντός των προσεχών ημερών και θα περατωθούν μέχρι του τέλους του έτους. Ο κ. υπουργός εδήλωσεν ότι η κυβέρνησις παρακολουθεί μετ' ενδιαφέροντος το ζήτημα και θα λάβη πάντα τα ενδεικνυόμενα μέτρα. Κατά πληροφορίας εκ των αρμοδίων υπηρεσιών, η σχετική απόφασις ελήφθη κατόπιν μακράς συσκέψεως, εις την οποίαν μετέσχον οι εκπρόσωποι των ενδιαφερομένων φορέων. Ως ανεκοινώθη, αι εργασίαι θα αρχίσουν εντός των προσεχών ημερών και θα περατωθούν μέχρι του τέλους του έτους. Ο κ. υπουργός εδήλωσεν ότι η κυβέρνησις παρακολουθεί (946, 437, 1223, 486)
headline-line: Ο ΤΙΤΟ ΕΔΕΧΘΗ (824, 2044, 896, 2056)
headline-line: ΑΠΕΚΑΛΥΦΘΗ ΚΑΤΟΠΙΝ ΕΛΕΓΧΟΥ (527, 879, 703, 892)
article-body: ΝΕΟΝ ΔΕΛΧΙ, 24. — Κατά πληροφορίας εκ των αρμοδίων υπηρεσιών, η σχετική απόφασις ελήφθη κατόπιν μακράς συσκέψεως, εις την οποίαν μετέσχον οι εκπρόσωποι των ενδιαφερομένων φορέων. Ως ανεκοινώθη, αι εργασίαι θα αρχίσουν εντός των προσεχών ημερών και θα περατωθούν μέχρι του τέλους του έτους. Ο κ. υπουργός εδήλωσεν ότι η κυβέρνησις παρακολουθεί μετ' ενδιαφέροντος το ζήτημα και θα λάβη πάντα τα ενδεικνυόμενα μέτρα. Κατά πληροφορίας εκ των αρμοδίων υπηρεσιών, η σχετική απόφασις ελήφθη κατόπιν μακράς συσκέψεως, εις την οποίαν μετέσχον οι εκπρόσωποι των ενδιαφερομένων φορέων. Ως ανεκοινώθη, αι εργασίαι θα αρχίσουν εντός των προσεχών ημερών και θα περατωθούν μέχρι του τέλους του έτους. Ο κ. υπουργός εδήλωσεν ότι η κυβέρνησις παρακολουθεί μετ' ενδιαφέροντος το ζήτημα και θα λάβη πάντα τα ενδεικνυόμενα μέτρα. Κατά πληροφορίας εκ των αρμοδίων υπηρεσιών, η σχετική απόφασις ελήφθη κατόπιν μακράς συσκέψεως, εις την οποίαν μετέσχον οι εκπρόσωποι των ενδιαφερομένων φορέων. Ως ανεκοινώθη, αι εργασίαι θα αρχίσουν εντός των προσεχών ημερών και θα περατωθούν μέχρι του τέλους του έτους. Ο κ. υπουργός εδήλωσεν ότι η κυβέρνησις παρακολουθεί μετ' ενδιαφέροντος το ζήτημα και θα λάβη πάντα τα ενδεικνυόμενα μέτρα. Κατά πληροφορίας εκ των αρμοδίων υπηρεσιών, η σχετική απόφασις ελήφθη κα (946, 58, 1223, 140)
article-body: ΒΟΥΚΟΥΡΕΣΤΙ, 24. — Κατά πληροφορίας εκ των αρμοδίων υπηρεσιών, η σχετική απόφασις ελήφθη κατόπιν μακράς συσκέψεως, εις την οποίαν μετέσχον οι εκπρόσωποι των ενδιαφερομένων φορέων. Ως ανεκοινώθη, αι εργασίαι θα αρχίσουν εντός των προσεχών ημερών και θα περατωθούν μέχρι του τέλους του έτους. Ο κ. υπουργός εδήλωσεν ότι η κυβέρνησις παρακολουθεί μετ' ενδιαφέροντος το ζήτημα και θα λάβη πάντα τα ενδεικνυόμενα μέτρα. Κατά πληροφορίας εκ των αρμοδίων υπηρεσιών, η σχετική απόφασις ελήφθη κατόπιν μακράς συσκέψεως, εις την οποίαν μετέσχον οι εκπρόσωποι των ενδιαφερομένων φορέων. Ως ανεκοινώθη, αι εργασίαι θα αρχίσουν εντός των προσεχών ημερών και θα περατωθούν μέχρι του τέλους του έτους. Ο κ. υπουργός εδήλωσεν ότι η κυβέρνησις παρακολουθεί μετ' ενδιαφέροντος το ζήτημα και θα λάβη πάντα τα ενδεικνυόμενα μέτρα. Κατά πληροφορίας εκ των αρμοδίων υπηρεσιών, η σχετική απόφασις ελήφθη κατόπιν μακράς συσκέψεως, εις την οποίαν μετέσχον οι εκπρόσωποι των ενδιαφερομένων φορέων. Ως ανεκοινώθη, αι εργασίαι θα αρχίσουν εντός των προσεχών ημερών και θα περατωθούν μέχρι του τέλους του έτους. Ο κ. υπουργός εδήλωσεν ότι η κυβέρνησις παρακολουθεί μετ' ενδιαφέροντος το ζήτημα και θα λάβη πάντα τα ενδεικνυόμενα μέτρα. Κατά πληροφορίας εκ των αρμοδίων υπηρεσιών, η σχετική απόφασις ελήφθη κατόπιν μακράς συσκέψεως, εις την οποίαν μετέσχον οι εκπρόσωποι των ενδιαφερομένων φορέων. Ως ανεκοινώθη, αι εργασίαι θα αρχίσουν εντός των προσεχών ημερών και θα περατωθούν μέχρι του τέλους του έτους. Ο κ. υπουργός εδήλωσεν ότι η κυβέρνησις παρακολουθεί μετ' ενδιαφέροντος το ζήτημα και θα λάβη πάντα τα ενδεικνυόμενα μέτρα. Κατά πληροφορίας εκ των αρμοδίων υπηρεσιών, η σχετική απόφασις ελήφθη κατόπιν μακράς συσκέψεως, εις την οποίαν μετέσχον οι εκπρόσωποι των ενδιαφερομένων φορέων. Ως ανεκοινώθη, αι εργασίαι θα αρχίσουν εντός των προσεχών ημερών και θα περατωθούν μέχρι του τέλους του έτους. Ο κ. υπουργός εδήλωσεν ότι η κυβέρνησις παρακολουθεί μετ' ενδιαφέροντος το ζήτημα και θα λάβη πάντα τα ενδεικνυόμενα μέτρα. Κατά πληροφορίας εκ των αρμοδίων υπηρεσιών, η σχετική απόφασις ελήφθη κατόπιν μακράς συσκέψεως, εις την οποίαν μετέσχον οι εκπρόσωποι των ενδιαφερομένων φορέων. Ως ανεκοινώθη, αι εργασίαι θα αρχίσουν εντός των προσεχών ημερών και θα περατωθούν μέχρι του τέλους του έτους. Ο κ. υπουργός εδήλωσεν ότι η κυβέρνησις παρακολουθεί μετ' ενδιαφέροντος το ζήτημα και θα λάβη πάντα τα ενδεικνυόμενα μέτρα. Κατά πληροφορίας εκ των αρμοδίων υπηρεσιών, η σχετική απόφασις ελήφθη κατόπιν μακράς συσκέψεως, εις την οποίαν μετέσχον οι εκπρόσωποι των ενδιαφερομένων φορέων. Ως ανεκοινώθη, αι εργασίαι θα αρχίσουν εντός των προσεχών ημερών και θα περατωθούν μέχρι του τέλους του έτους. Ο κ. υπουργός εδήλωσεν ότι η κυβέρνησις παρακολουθεί (457, 1509, 774, 1661)
article-body: ΙΩΑΝΝΙΝΑ, 24. — Κατά πληροφορίας εκ των αρμοδίων υπηρεσιών, η σχετική απόφασις ελήφθη κατόπιν μακράς συσκέψεως, εις την οποίαν μετέσχον οι εκπρόσωποι των ενδιαφερομένων φορέων. Ως ανεκοινώθη, αι εργασίαι θα αρχίσουν εντός των προσεχών ημερών και θα περατωθούν μέχρι του τέλους του έτους. Ο κ. υπουργός εδήλωσεν ότι η κυβέρνησις παρακολουθεί μετ' ενδιαφέροντος το ζήτημα και θα λάβη πάντα τα ενδεικνυόμενα μέτρα. Κατά πληροφορίας εκ των αρμοδίων υπηρεσιών, η σχετική απόφασις ελήφθη κατόπιν μακράς συσκέψεως, εις την οποίαν μετέσχον οι εκπρόσωποι των ενδιαφερομένων φορέων. Ως ανεκοινώθη, αι εργασίαι θα αρχίσουν εντός των προσεχών ημερών και θα περατωθούν μέχρι του τέλους του έτους. Ο κ. υπουργός εδήλωσεν ότι η κυβέρνησις παρακολουθεί μετ' ενδιαφέροντος το ζήτημα και θα λάβη πάντα τα ενδεικνυόμενα μέτρα. Κατά πληροφορίας εκ των αρμοδίων υπηρεσιών, η σχετική απόφασις ελήφθη κατόπιν μακράς συσκέψεως, εις την οποί (289, 2467, 447, 2571)
dateline: ΑΘΗΝΑΙ, 24. — (289, 1457, 332, 1463)
headline-line: ΑΝΕΒΛΗΘΗ Η ΑΠΕΡΓΙΑ ΤΩΝ ΑΓΓΛΩΝ ΤΑΧΥΔΡΟΜΙΚΩΝ (981, 150, 1189, 176)
article (289, 829, 447, 986)
headline-line: ΙΣΠΑΝΟΝ ΑΛΙΕΑ (824, 1154, 896, 1165)
article-body: ΒΕΡΟΛΙΝΟΝ, 24. — Κατά πληροφορίας εκ των αρμοδίων υπηρεσιών, η σχετική απόφασις ελήφθη κατόπιν μακράς συσκέψεως, εις την οποίαν μετέσχον οι εκπρόσωποι των ενδιαφερομένων φορέων. Ως ανεκοινώθη, αι εργασίαι θα αρχίσουν εντός των προσεχών ημερών και θα περατωθούν μέχρι του τέλους του έτους. Ο κ. υπουργός εδήλωσεν ότι η κυβέρνησις παρακολουθεί μετ' ενδιαφέροντος το ζήτημα και θα λάβη πάντα τα ενδεικνυόμενα μέτρα. Κατά πληροφορίας εκ των αρμοδίων υπηρεσιών, η σχετική απόφασις ελήφθη κατόπιν μακράς συσκέψεως, εις την οποίαν μετέσχον οι εκπρόσωποι των ενδιαφερομένων φορέων. Ως ανεκοινώθη, αι εργασίαι θα αρχίσουν εντός των προσεχών ημερών και θα περατωθούν μέχρι του τέλους του έτους. Ο κ. υπουργός εδήλωσεν ότι η κυβέρνησις παρακολουθεί μετ' ενδιαφέροντος το ζήτημα και θα λάβη πάντα τα ενδεικνυόμενα μέτρα. Κατά πληροφορίας εκ των αρμοδίων υπηρεσιών, η σχετική απόφασις ελήφθη κατόπιν μακράς συσκέψεως, εις την οποίαν μετέσχον οι εκπρόσωποι των ενδιαφερομένων φορέων. Ως ανεκοινώθη, αι εργασίαι θα αρχίσουν εντός των προσεχών ημερών και θα περατωθούν μέχρι του τέλους του έτους. Ο κ. υπουργός εδ (1091, 1321, 1223, 1466)
headline-line: ΠΡΟΣ ΧΙΛΙΑΔΑΣ ΠΡΟΣΚΟΠΩΝ 44 ΧΩΡΩΝ ΤΟΥ ΚΟΣΜΟΥ (946, 916, 1223, 929)
headline-line: ΧΟΡΙΚΟΣ ΚΑΤΕΠΙΕ (326, 2442, 410, 2454)
article (289, 1138, 447, 1281)
dateline: ΜΟΣΧΑ, 24. — (946, 1276, 992, 1282)
dateline: ΟΥΑΣΙΓΚΤΩΝ, 24. — (946, 536, 1001, 542)
article-body: ΒΑΛΛΕΫ ΦΟΡΓΚ, 24. — Κατά πληροφορίας εκ των αρμοδίων υπηρεσιών, η σχετική απόφασις ελήφθη κατόπιν μακράς συσκέψεως, εις την οποίαν μετέσχον οι εκπρόσωποι των ενδιαφερομένων φορέων. Ως ανεκοινώθη, αι εργασίαι θα αρχίσουν εντός των προσεχών ημερών και θα περατωθούν μέχρι του τέλους του έτους. Ο κ. υπουργός εδήλωσεν ότι η κυβέρνησις παρακολουθεί μετ' ενδιαφέροντος το ζήτημα και θα λάβη πάντα τα ενδεικνυόμενα μέτρα. Κατά πληροφορίας εκ των αρμοδίων υπηρεσιών, η σχετική απόφασις ελήφθη κατόπιν μακράς συσκέψεως, εις την οποίαν μετέσχον οι εκπρόσωποι των ενδιαφερομένων φορέων. Ως ανεκοινώθη, αι εργασίαι θα αρχίσουν εντός των προσεχών ημερών και θα περατωθούν μέχρι του τέλους του έτους. Ο κ. υπουργός εδήλωσεν ότι η κυβέρνησις παρακολουθεί μετ' ενδιαφέροντος το ζήτημα και θα λάβη πάντα τα ενδεικνυόμενα μέτρα. Κατά πληροφορίας εκ των αρμοδίων υπηρεσιών, η σχετική απόφασις ελήφθη κατόπιν μακράς συσκέψεως, εις την οποίαν μετέσχον οι εκπρόσωποι των ενδιαφερομένων φορέων. Ως ανεκοινώθη, αι εργασίαι θα αρχίσουν εντός των προσεχών ημερών και θα περατωθούν μέχρι του τέλους του έτους. Ο κ. υπουργός εδήλωσεν ότι η κυβέρνησις παρακολουθεί μετ' ενδιαφέροντος το ζήτημα και θα λάβη πάντα τα ενδεικνυόμενα μέτρα. Κατά πληροφορίας εκ των αρμοδίων υπηρεσιών, η σχετική απόφασις ελήφθη κατόπιν μακράς συσκέψεως, εις την οποίαν μετέσχον οι εκπρόσωποι των ενδιαφερομένων φορέων. Ως ανεκοινώθη, αι εργασίαι θα αρχίσουν εντός των προσεχών ημερών και θα περατωθούν μέχρι του τέλους του έτους. Ο κ. υπουργός εδήλωσεν ότι η κυβέρνησις παρακολουθεί μετ' ενδιαφέροντος το ζήτημα και θα λάβη πάντα τα ενδεικνυόμενα μέτρα. Κατά πληροφορίας εκ των αρμοδίων υπηρεσιών, η σχετική απόφασις ελήφθη κατόπιν μακράς συσκέψεως, εις την οποίαν μετέσχον οι εκπρόσωποι των ενδιαφερομένων φορέων. Ως ανεκοινώθη, αι εργασίαι θα αρχίσουν εντός των προσεχών ημερών και θα περατωθούν μέχρι του τέλους του έτους. Ο κ. υπουργός εδήλωσεν ότι η κυβέρνησις παρακολουθεί μετ' ενδιαφέροντος το ζήτημα και θα λάβη πάντα τα ενδεικνυόμενα μέτρα. Κατά πληροφορίας εκ των αρμοδίων υπηρεσιών, η σχετική απόφασις ελήφθη κατόπιν μακράς συσκέψεως, εις την οποίαν μετέσχον οι εκπρόσωποι των ενδιαφερομένων φορέων. Ως ανεκοινώθη, αι εργασίαι θα αρχίσουν εντός των προσεχών ημερών και θα περατωθούν μέχρι του τέλους του έτους. Ο κ. υπουργός εδήλωσεν ότι η κυβέρνησις παρακολουθεί μετ' ενδιαφέροντος το ζήτημα και θα λάβη πάντα τα ενδεικνυόμενα μέτρα. Κατά πληροφορίας εκ των αρμοδίων υπηρεσιών, η σχετική απόφασις ελήφθη κατόπιν μακράς συσκέψεως, εις την οποίαν μετέσχον οι εκπρόσωποι των ενδιαφερομένων φορέων. Ως ανεκοινώθη, αι εργασίαι θα αρχίσουν εντός των προσεχών ημερών και θα περατωθούν μέχρι του τέλους του έτους. Ο κ. υπουργός εδήλωσεν ότι η κυβέρνησις παρακολουθεί μετ' ενδιαφέροντος το ζήτημα και θα λάβη πάντα τα ενδεικνυόμενα μέτρα. Κατά πληροφορίας εκ των αρμοδίων υπηρεσιών, η σχετική απόφασις ελήφθη κατόπιν μακράς συσκέψεως, εις την οποίαν μετέσχον οι εκπρόσωποι των ενδιαφερομένων φορέων. Ως ανεκοινώθη, αι εργασίαι θα αρχίσουν εντός των προσεχών ημερών και θα περατωθούν μέχρι του τέλους του έτους. Ο κ. υπουργός εδήλωσεν ότι η κυβέρνησις παρακολουθεί μετ' ενδιαφέροντος το ζήτημα και θα λάβη πάντα τα ενδεικνυόμενα μέτρα. Κατά πληροφορίας εκ των αρμοδίων υπηρεσιών, η σχετική απόφασις ελήφθη κα (946, 932, 1223, 1146)
dateline: ΒΟΥΔΑΠΕΣΤΗ, 24. — (289, 2165, 355, 2172)
dateline: ΑΘΗΝΑΙ, 24. — (5, 444, 51, 450)
headline (784, 664, 936, 695)
headline-line: ΕΝΑΝΤΙ ΕΚΕΙΝΟΥ ΤΟΥ ΠΑΡΕΛΘΟΝΤΟΣ ΜΗΝΟΣ (497, 1091, 733, 1104)
headline-line: ΠΕΡΙ ΠΛΗΡΩΜΗΣ ΤΩΝ ΔΑΝΕΙΩΝ ΤΗΣ ΚΑΤΟΧΗΣ (497, 572, 734, 585)
dateline: ΒΗΡΥΤΟΣ, 24. — (784, 698, 830, 704)
article-body: ΚΩΝΣΤΑΝΤΙΝΟΥΠΟΛΙΣ, 24. — Κατά πληροφορίας εκ των αρμοδίων υπηρεσιών, η σχετική απόφασις ελήφθη κατόπιν μακράς συσκέψεως, εις την οποίαν μετέσχον οι εκπρόσωποι των ενδιαφερομένων φορέων. Ως ανεκοινώθη, αι εργασίαι θα αρχίσουν εντός των προσεχών ημερών και θα περατωθούν μέχρι του τέλους του έτους. Ο κ. υπουργός εδήλωσεν ότι η κυβέρνησις παρακολουθεί μετ' ενδιαφέροντος το ζήτημα και θα λάβη πάντα τα ενδεικνυόμενα μέτρα. Κατά πληροφορίας εκ των αρμοδίων υπηρεσιών, η σχετική απόφασις ελήφθη κατόπιν μακράς συσκέψεως, εις την οποίαν μετέσχον οι εκπρόσωποι των ενδιαφερομένων φορέων. Ως ανεκοινώθη, αι εργασίαι θα αρχίσουν εντός των προσεχών ημερών και θα περατωθούν μέχρι του τέλους του έτους. Ο κ. υπουργός εδήλωσεν ότι η κυβέρνησις παρακολουθεί μετ' ενδιαφέροντος το ζήτημα και θα λάβη πάντα τα ενδεικνυόμενα μέτρα. Κατά πληροφορίας εκ των αρμοδίων υπηρεσιών, η σχετική απόφασις ελήφθη κατόπιν μακράς συσκέψεως, εις την οποί (784, 543, 936, 653)
dateline: ΑΘΗΝΑΙ, 24. — (457, 588, 499, 594)
dateline: ΑΝΑΤ. ΒΕΡΟΛΙΝΟΝ, 24. — (289, 1320, 363, 1326)
article-body: ΑΘΗΝΑΙ, 24. — Κατά πληροφορίας εκ των αρμοδίων υπηρεσιών, η σχετική απόφασις ελήφθη κατόπιν μακράς συσκέψεως, εις την οποίαν μετέσχον οι εκπρόσωποι των ενδιαφερομένων φορέων. Ως ανεκοινώθη, αι εργασίαι θα αρχίσουν εντός των προσεχών ημερών και θα περατωθούν μέχρι του τέλους του έτους. Ο κ. υπουργός εδήλωσεν ότι η κυβέρνησις παρακολουθεί μετ' ενδιαφέροντος το ζήτημα και θα λάβη πάντα τα ενδεικνυόμενα μέτρα. Κατά πληροφορίας εκ των αρμοδίων υπηρεσιών, η σχετική απόφασις ελήφθη κατόπιν μακράς συσκέψεως, εις την οποίαν μετέσχον οι εκπρόσωποι των ενδιαφερομένων φορέων. Ως ανεκοινώθη, αι εργασίαι θα αρχίσουν εντός των προσεχών ημερών και θα περατωθούν μέχρι του τέλους του έτους. Ο κ. υπουργός εδήλωσεν ότι η κυβέρνησις παρακολουθεί μετ' ενδιαφέροντος το ζήτημα και θα λάβη πάντα τα ενδεικνυόμενα μέτρα. Κατά πληροφορίας εκ των αρμοδίων υπηρεσιών, η σχετική απόφασις ελήφθη κατόπιν μακράς συσκέψεως, εις την οποίαν μετέσχον οι εκπρόσωποι των ενδιαφερομένων φορέων. Ως ανεκοινώθη, αι εργασίαι θα αρχίσουν εντός των προσεχών ημερών και θα περατωθούν μέχρι του τέλους του έτους. Ο κ. υπουργός εδήλωσεν ότι η κυβέρνησις παρακολουθεί μετ' ενδιαφέροντος το ζήτημα και θα λάβη πάντα τα ενδεικνυόμενα μέτρα. Κατά πληροφορίας εκ των αρμοδίων υπηρεσιών, η σχετική απόφασις ελήφθη κατόπιν μακράς συσκέψεως, εις την οποίαν μετέσχον οι εκπρόσωποι των ενδιαφερομένων φορέων. Ως ανεκοινώθη, αι εργασίαι θα αρχίσουν εντός των προσεχών ημερών και θα περατωθούν μέχρι του τέλους του έτους. Ο κ. υπουργός εδήλωσεν ότι η κυβέρνησις παρακολουθεί μετ' ενδιαφέροντος το ζήτημα και θα λάβη πάντα τα ενδεικνυόμενα μέτρα. Κατά πληροφορίας εκ των αρμοδίων υπηρεσιών, η σχετική απόφασις ελήφθη κατόπιν μακράς συσκέψεως, εις την οποίαν μετέσχον οι εκπρόσωποι των ενδιαφερομένων φορέων. Ως ανεκοινώθη, αι εργασίαι θα αρχίσουν εντός των προσεχών ημερών και θα περατωθούν μέχρι του τέλους του έτους. Ο κ. υπουργός εδήλωσεν ότι η κυβέρνησις παρακολουθεί μετ' ενδιαφέροντος το ζήτημα και θα λάβη πάντα τα ενδεικνυόμενα μέτρα. (289, 457, 447, 670)
headline (946, 6, 1223, 55)
headline-line: ΜΕΤΑΞΥ ΡΩΣΩΝ (823, 820, 897, 832)
dateline: ΑΘΗΝΑΙ, 24. — (1091, 249, 1137, 256)
dateline: ΒΑΡΣΟΒΙΑ, 24. — (784, 1344, 831, 1350)
headline-line: ΠΑΝΙΚΟΣ ΕΙΣ ΟΙΚΟΤΡΟΦΕΙΟΝ ΘΗΛΕΩΝ ΕΙΣ ΤΑΣ ΑΘΗΝΑΣ (457, 5, 774, 18)
article (946, 892, 1223, 1152)
article (784, 1310, 936, 1536)
headline (5, 1026, 279, 1051)
article-body: ΜΑΔΡΙΤΗ, 24. — Κατά πληροφορίας εκ των αρμοδίων υπηρεσιών, η σχετική απόφασις ελήφθη κατόπιν μακράς συσκέψεως, εις την οποίαν μετέσχον οι εκπρόσωποι των ενδιαφερομένων φορέων. Ως ανεκοινώθη, αι εργασίαι θα αρχίσουν εντός των προσεχών ημερών και θα περατωθούν μέχρι του τέλους του έτους. Ο κ. υπουργός εδήλωσεν ότι η κυβέρνησις παρακολουθεί μετ' ενδιαφέροντος το ζήτημα και θα λάβη πάντα τα ενδεικνυόμενα μέτρα. Κατά πληροφορίας εκ των αρμοδίων υπηρεσιών, η σχετική απόφασις ελήφθη κατόπιν μακράς συσκέψεως, εις την οποίαν μετέσχον οι εκπρόσωποι των ενδιαφερομένων φορέων. Ως ανεκοινώθη, αι εργασίαι θα αρχίσουν εντός των προσεχών ημερών και θα περατωθούν μέχρι του τέλους του έτους. Ο κ. υπουργός εδήλωσεν ότι η κυβέρνησις παρακολουθεί μετ' ενδιαφέροντος το ζήτημα και θα λάβη πάντα τα ενδεικνυόμενα μέτρα. Κατά πληροφορίας εκ των αρμοδίων υπηρεσιών, η σχετική απόφασις ελήφθη κατόπιν μακράς συσκέψεως, εις την οποίαν μετέσχον οι εκπρόσωποι των ενδιαφερομένων φορέων. Ως ανεκοινώθη, αι εργασίαι θα αρχίσουν εντός των προσεχών ημερών και θα περατωθούν μέχρι του τέλους του έτους. Ο κ. υπουργός εδ (784, 374, 937, 498)
headline (1091, 204, 1223, 246)
headline-line: ΤΟ ΚΟΓΚΡΕΣΣΟΝ ΕΝΕΚΡΙΝΕ (796, 5, 924, 16)
headline (289, 2293, 447, 2314)
dateline: ΒΑΛΛΕΫ ΦΟΡΓΚ, 24. — (946, 932, 1018, 938)
article-body: ΑΘΗΝΑΙ, 24. — Κατά πληροφορίας εκ των αρμοδίων υπηρεσιών, η σχετική απόφασις ελήφθη κατόπιν μακράς συσκέψεως, εις την οποίαν μετέσχον οι εκπρόσωποι των ενδιαφερομένων φορέων. Ως ανεκοινώθη, αι εργασίαι θα αρχίσουν εντός των προσεχών ημερών και θα περατωθούν μέχρι του τέλους του έτους. Ο κ. υπουργός εδήλωσεν ότι η κυβέρνησις παρακολουθεί μετ' ενδιαφέροντος το ζήτημα και θα λάβη πάντα τα ενδεικνυόμενα μέτρα. Κατά πληροφορίας εκ των αρμοδίων υπηρεσιών, η σχετική απόφασις ελήφθη κατόπιν μακράς συσκέψεως, εις την οποίαν μετέσχον οι εκπρόσωποι των ενδιαφερομένων φορέων. Ως ανεκοινώθη, αι εργασίαι θα αρχίσουν εντός των προσεχών ημερών και θα περατωθούν μέχρι του τέλους του έτους. Ο κ. υπουργός εδήλωσεν ότι η κυβέρνησις παρακολουθεί μετ' ενδιαφέροντος το ζήτημα και θα λάβη πάντα τα ενδεικνυόμενα μέτρα. Κατά πληροφορίας εκ των αρμοδίων υπηρεσιών, η σχετική απόφασις ελήφθη κατόπιν μακράς συσκέψεως, εις την οποίαν μετέσχον οι εκπρόσωποι των ενδιαφερομένων φορέων. Ως ανεκοινώθη, αι εργασίαι θα αρχίσουν εντός των προσεχών ημερών και θα περατωθούν μέχρι του τέλους του έτους. Ο κ. υπουργός εδήλωσεν ότι η κυβέρνησις παρακολουθεί μετ' ενδιαφέροντος το ζήτημα και θα λάβη πάντα τα ενδεικνυόμενα μέτρα. Κατά πληροφορίας εκ των αρμοδίων υπηρεσιών, η σχετική απόφασις ελήφθη κατόπιν μακράς συσκέψεως, εις την οποίαν μετέσχον οι εκπρόσωποι των ενδιαφερομένων φορέων. Ως ανεκοινώθη, αι εργασίαι θα αρχίσουν εντός των προσεχών ημερών και θα περατωθούν μέχρι του τέλους του έτους. Ο κ. υπουργός εδήλωσεν ότι η κυβέρνησις παρακολουθεί μετ' ενδιαφέροντος το ζήτημα και θα λάβη πάντα τα ενδεικνυόμενα μέτρα. Κατά πληροφορίας εκ των αρμοδίων υπηρεσιών, η σχετική απόφασις ελήφθη κατόπιν μακράς συσκέψεως, εις την οποίαν μετέσχον οι εκπρόσωποι των ενδιαφερομένων φορέων. Ως ανεκοινώθη, αι εργασίαι θα αρχίσουν εντός των προσεχών ημερών και θα περατωθούν μέχρι του τέλους του έτους. Ο κ. υπουργός εδήλωσεν ότι η κυβέρνησις παρακολουθεί μετ' ενδιαφέροντος το ζήτημα και θα λάβη πάντα τα ενδεικνυόμενα μέτρα. Κατά πληροφορίας εκ των αρμοδίων υπηρεσιών, η σχετική απόφασις ελήφθη κατόπιν μακράς συσκέψεως, εις την οποίαν μετέσχον οι εκπρόσωποι των ενδιαφερομένων φορέων. Ως ανεκοινώθη, αι εργασίαι θα αρχίσουν εντός των προσεχών ημερών και θα περατωθούν μέχρι του τέλους του έτους. Ο κ. υπουργός εδήλωσεν ότι η κυβέρνησις παρακολουθεί μετ' ενδιαφέροντος το ζήτημα και θα (457, 407, 774, 538)
headline-line: ΛΙΑΝ ΙΚΑΝΟΠΟΙΗΤΙΚΗΣ ΒΑΙΝΕΙ Η ΠΟΡΕΙΑ (49, 1311, 235, 1322)
column-1 (0, 5, 284, 2179)
headline-line: ΝΑΡΚΩΤΙΚΩΝ (828, 683, 892, 694)
headline-line: ΠΡΕΣΒΥΣ ΤΗΣ ΒΡΑΖΙΛΙΑΣ (803, 1549, 917, 1561)
column-5 (941, 5, 1228, 1812)
article (784, 2046, 936, 2247)
article-body: ΑΘΗΝΑΙ, 24. — Κατά πληροφορίας εκ των αρμοδίων υπηρεσιών, η σχετική απόφασις ελήφθη κατόπιν μακράς συσκέψεως, εις την οποίαν μετέσχον οι εκπρόσωποι των ενδιαφερομένων φορέων. Ως ανεκοινώθη, αι εργασίαι θα αρχίσουν εντός των προσεχών ημερών και θα περατωθούν μέχρι του τέλους του έτους. Ο κ. υπουργός εδήλωσεν ότι η κυβέρνησις παρακολουθεί μετ' ενδιαφέροντος το ζήτημα και θα λάβη πάντα τα ενδεικνυόμενα μέτρα. Κατά πληροφορίας εκ των αρμοδίων υπηρεσιών, η σχετική απόφασις ελήφθη κατόπιν μακράς συσκέψεως, εις την οποίαν μετέσχον οι εκπρόσωποι των ενδιαφερομένων φορέων. Ως ανεκοινώθη, αι εργασίαι θα αρχίσουν εντός των προσεχών ημερών και θα περατωθούν μέχρι του τέλους του έτους. Ο κ. υπουργός εδήλωσεν ότι η κυβέρνησις παρακολουθεί μετ' ενδιαφέροντος το ζήτημα και θα λάβη πάντα τα ενδεικνυόμενα μέτρα. Κατά πληροφορίας εκ των αρμοδίων υπηρεσιών, η σχετική απόφασις ελήφθη κατόπιν μακράς συσκέψεως, εις την οποίαν μετέσχον οι εκπρόσωποι των ενδιαφερομένων φορέων. Ως ανεκοινώθη, αι εργασίαι θα αρχίσουν εντός των προσεχών ημερών και θα περατωθούν μέχρι του τέλους του έτους. Ο κ. υπουργός εδήλωσεν ότι η κυβέρνησις παρακολουθεί μετ' ενδιαφέροντος το ζήτημα και θα λάβη πάντα τα ενδεικνυόμενα μέτρα. Κατά πληροφορίας εκ των αρμοδίων υπηρεσιών, η σχετική απόφασις ελήφθη κατόπιν μακράς συσκέψεως, εις την οποίαν μετέσχον οι εκπρόσωποι των ενδιαφερομένων φορέων. Ως ανεκοινώθη, αι εργασίαι θα αρχίσουν εντός των προσεχών ημερών και θα περατωθούν μέχρι του τέλους του έτους. Ο κ. υπουργός εδήλωσεν ότι η κυβέρνησις παρακολουθεί μετ' ενδιαφέροντος το ζήτημα και θα λάβη πάντα τα ενδεικνυόμενα μέτρα. Κατά πληροφορίας εκ των αρμοδίων υπηρεσιών, η σχετική απόφασις ελήφθη κατόπιν μακράς συσκέψεως, εις την οποίαν μετέσχον οι εκπρόσωποι των ενδιαφερομένων φορέων. Ως ανεκοινώθη, αι εργασίαι θα αρχίσουν εντός των προσεχών ημερών και θα περατωθούν μέχρι του τέλους του έτους. Ο κ. υπουργός εδήλωσεν ότι η κυβέρνησις παρακολουθεί μετ' ενδιαφέροντος το ζήτημα και θα λάβη πάντα τα ενδεικνυόμενα μέτρα. Κατά πληροφορίας εκ των αρμοδίων υπηρεσιών, η σχετική απόφασις ελήφθη κατόπιν μακράς συσκέψεως, εις την οποίαν μετέσχον οι εκπρόσωποι των ενδιαφερομένων φορέων. Ως ανεκοινώθη, αι εργασίαι θα αρχίσουν εντός των προσεχών ημερών και θα περατωθούν μέχρι του τέλους του έτους. Ο κ. υπουργός εδήλωσεν ότι η κυβέρνησις παρακολουθεί μετ' ενδιαφέροντος το ζήτημα και θα λάβη πάντα τα ενδεικνυόμενα μέτρα. Κατά πληροφορίας εκ των αρμοδίων υπηρεσιών, η σχετική απόφασις ελήφθη κατόπιν μακράς συσκέψεως, εις την οποίαν μετέσχον οι εκπρόσωποι των ενδιαφερομένων φορέων. Ως ανεκοινώθη, αι εργασίαι θα αρχίσουν εντός των προσεχών ημερών και θα περατωθούν μέχρι του τέλους του έτους. Ο κ. υπουργός εδήλωσεν ότι η κυβέρνησις παρακολουθεί (457, 1107, 774, 1258)
dateline: ΜΑΔΡΙΤΗ, 24. — (784, 375, 829, 381)
headline (5, 675, 279, 696)
headline (457, 1268, 774, 1304)
headline-line: ΡΩΣΣΙΚΗ ΑΠΟΣΤΟΛΗ (813, 1707, 907, 1719)
headline-line: ΑΣΘΕΝΗΣΑΝΤΑ ΑΛΙΕΙΑΣ (806, 1143, 914, 1155)
headline-line: Ο ΥΠΟΥΡΓΟΣ Κ. ΤΑΛΙΑΔΟΥΡΟΣ ΜΕΤΕΒΗ ΕΙΣ ΦΛΩΡΙΝΑΝ (18, 5, 266, 31)
article-body: ΑΘΗΝΑΙ, 24. — Κατά πληροφορίας εκ των αρμοδίων υπηρεσιών, η σχετική απόφασις ελήφθη κατόπιν μακράς συσκέψεως, εις την οποίαν μετέσχον οι εκπρόσωποι των ενδιαφερομένων φορέων. Ως ανεκοινώθη, αι εργασίαι θα αρχίσουν εντός των προσεχών ημερών και θα περατωθούν μέχρι του τέλους του έτους. Ο κ. υπουργός εδήλωσεν ότι η κυβέρνησις παρακολουθεί μετ' ενδιαφέροντος το ζήτημα και θα λάβη πάντα τα ενδεικνυόμενα μέτρα. Κατά πληροφορίας εκ των αρμοδίων υπηρεσιών, η σχετική απόφασις ελήφθη κατόπιν μακράς συσκέψεως, εις την οποίαν μετέσχον οι εκπρόσωποι των ενδιαφερομένων φορέων. Ως ανεκοινώθη, αι εργασίαι θα αρχίσουν εντός των προσεχών ημερών και θα περατωθούν μέχρι του τέλους του έτους. Ο κ. υπουργός εδήλωσεν ότι η κυβέρνησις παρακολουθεί μετ' ενδιαφέροντος το ζήτημα και θα λάβη πάντα τα ενδεικνυόμενα μέτρα. Κατά πληροφορίας εκ των αρμοδίων υπηρεσιών, η σχετική απόφασις ελήφθη κατόπιν μακράς συσκέψεως, εις την οποί (289, 308, 447, 412)
headline-line: Ο ΠΡΙΓΚΗΨ ΜΙΧΑΗΛ (322, 1817, 413, 1829)
article (5, 675, 279, 836)
article-body: ΜΟΝΤΕ ΚΑΡΛΟ, 24. — Κατά πληροφορίας εκ των αρμοδίων υπηρεσιών, η σχετική απόφασις ελήφθη κατόπιν μακράς συσκέψεως, εις την οποίαν μετέσχον οι εκπρόσωποι των ενδιαφερομένων φορέων. Ως ανεκοινώθη, αι εργασίαι θα αρχίσουν εντός των προσεχών ημερών και θα περατωθούν μέχρι του τέλους του έτους. Ο κ. υπουργός εδήλωσεν ότι η κυβέρνησις παρακολουθεί μετ' ενδιαφέροντος το ζήτημα και θα λάβη πάντα τα ενδεικνυόμενα μέτρα. Κατά πληροφορίας εκ των αρμοδίων υπηρεσιών, η σχετική απόφασις ελήφθη κατόπιν μακράς συσκέψεως, εις την οποίαν μετέσχον οι εκπρόσωποι των ενδιαφερομένων φορέων. Ως ανεκοινώθη, αι εργασίαι θα αρχίσουν εντός των προσεχών ημερών και θα περατωθούν μέχρι του τέλους του έτους. Ο κ. υπουργός εδήλωσεν ότι η κυβέρνησις παρακολουθεί μετ' ενδιαφέροντος το ζήτημα και θα λάβη πάντα τα ενδεικνυόμενα μέτρα. Κατά πληροφορίας εκ των αρμοδίων υπηρεσιών, η σχετική απόφασις ελήφθη κατόπιν μακράς συσκέψεως, εις την οποίαν μετέσχον οι εκπρόσωποι των ενδιαφερομένων φορέων. Ως ανεκοινώθη, αι εργασίαι θα αρχίσουν εντός των προσεχών ημερών και θα περατωθούν μέχρι του τέλους του έτους. Ο κ. υπουργός εδήλωσεν ότι η κυβέρνησις παρακολουθεί μετ' ενδιαφέροντος το ζήτημα και θα λάβη πάντα τα ενδεικνυόμενα μέτρα. Κατά πληροφορίας εκ των αρμοδίων υπηρεσιών, η σχετική απόφασις ελήφθη κατόπιν μακράς συσκέψεως, εις την οποίαν μετέσχον οι εκπρόσωποι των ενδιαφερομένων φορέων. Ως ανεκοινώθη, αι εργασίαι θα αρχίσουν εντός των προσεχών ημερών και θα περατωθούν μέχρι του τέλους του έτους. Ο κ. υπουργός εδήλωσεν ότι η κυβέρνησις παρακολουθεί μετ' ενδιαφέροντος το ζήτημα και θα λάβη πάντα τα ενδεικνυόμενα μέτρα. Κατά πληροφορίας εκ των αρμοδίων υπηρεσιών, η σχετική απόφασις ελήφθη κατόπιν μακράς συσκέψεως, εις την οποίαν μετέσχον οι εκπρόσωποι των ενδιαφερομένων φορέων. Ως ανεκοινώθη, αι εργασίαι θα αρχίσουν εντός των προσεχ (457, 1698, 774, 1802)
dateline: ΝΕΑ ΥΟΡΚΗ, 24. — (946, 1180, 1000, 1186)
headline (5, 1312, 279, 1333)
article-body: ΑΘΗΝΑΙ, 24. — Κατά πληροφορίας εκ των αρμοδίων υπηρεσιών, η σχετική απόφασις ελήφθη κατόπιν μακράς συσκέψεως, εις την οποίαν μετέσχον οι εκπρόσωποι των ενδιαφερομένων φορέων. Ως ανεκοινώθη, αι εργασίαι θα αρχίσουν εντός των προσεχών ημερών και θα περατωθούν μέχρι του τέλους του έτους. Ο κ. υπουργός εδήλωσεν ότι η κυβέρνησις παρακολουθεί μετ' ενδιαφέροντος το ζήτημα και θα λάβη πάντα τα ενδεικνυόμενα μέτρα. Κατά πληροφορίας εκ των αρμοδίων υπηρεσιών, η σχετική απόφασις ελήφθη κατόπιν μακράς συσκέψεως, εις την οποίαν μετέσχον οι εκπρόσωποι των ενδιαφερομένων φορέων. Ως ανεκοινώθη, αι εργασίαι θα αρχίσουν εντός των προσεχών ημερών και θα περατωθούν μέχρι του τέλους του έτους. Ο κ. υπουργός εδήλωσεν ότι η κυβέρνησις παρακολουθεί μετ' ενδιαφέροντος το ζήτημα και θα λάβη πάντα τα ενδεικνυόμενα μέτρα. Κατά πληροφορίας εκ των αρμοδίων υπηρεσιών, η σχετική απόφασις ελήφθη κατόπιν μακράς συσκέψεως, εις την οποίαν μετέσχον οι εκπρόσωποι των ενδιαφερομένων φορέων. Ως ανεκοινώθη, αι εργασίαι θα αρχίσουν εντός των προσεχών ημερών και θα περατωθούν μέχρι του τέλους του έτους. Ο κ. υπουργός εδ (289, 863, 447, 979)
article-body: ΑΘΗΝΑΙ, 24. — Κατά πληροφορίας εκ των αρμοδίων υπηρεσιών, η σχετική απόφασις ελήφθη κατόπιν μακράς συσκέψεως, εις την οποίαν μετέσχον οι εκπρόσωποι των ενδιαφερομένων φορέων. Ως ανεκοινώθη, αι εργασίαι θα αρχίσουν εντός των προσεχών ημερών και θα περατωθούν μέχρι του τέλους του έτους. Ο κ. υπουργός εδήλωσεν ότι η κυβέρνησις παρακολουθεί μετ' ενδιαφέροντος το ζήτημα και θα λάβη πάντα τα ενδεικνυόμενα μέτρα. Κατά πληροφορίας εκ των αρμοδίων υπηρεσιών, η σχετική απόφασις ελήφθη κατόπιν μακράς συσκέψεως, εις την οποίαν μετέσχον οι εκπρόσωποι των ενδιαφερομένων φορέων. Ως ανεκοινώθη, αι εργασίαι θα αρχίσουν εντός των προσεχών ημερών και θα περατωθούν μέχρι του τέλους του έτους. Ο κ. υπουργός εδήλωσεν ότι η κυβέρνησις παρακολουθεί μετ' ενδιαφέροντος το ζήτημα και θα λάβη πάντα τα ενδεικνυόμενα μέτρα. Κατά πληροφορίας εκ των αρμοδίων υπηρεσιών, η σχετική απόφασις ελήφθη κατόπιν μακράς συσκέψεως, εις την οποί (289, 1024, 447, 1127)
article-body: ΑΘΗΝΑΙ, 24. — Κατά πληροφορίας εκ των αρμοδίων υπηρεσιών, η σχετική απόφασις ελήφθη κατόπιν μακράς συσκέψεως, εις την οποίαν μετέσχον οι εκπρόσωποι των ενδιαφερομένων φορέων. Ως ανεκοινώθη, αι εργασίαι θα αρχίσουν εντός των προσεχών ημερών και θα περατωθούν μέχρι του τέλους του έτους. Ο κ. υπουργός εδήλωσεν ότι η κυβέρνησις παρακολουθεί μετ' ενδιαφέροντος το ζήτημα και θα λάβη πάντα τα ενδεικνυόμενα μέτρα. Κατά πληροφορίας εκ των αρμοδίων υπηρεσιών, η σχετική απόφασις ελήφθη κατόπιν μακράς συσκέψεως, εις την οποίαν μετέσχον οι εκπρόσωποι των ενδιαφερομένων φορέων. Ως ανεκοινώθη, αι εργασίαι θα αρχίσουν εντός των προσεχών ημερών και θα περατωθούν μέχρι του τέλους του έτους. Ο κ. υπουργός εδήλωσεν ότι η κυβέρνησις παρακολουθεί μετ' ενδιαφέροντος το ζήτημα και θα λάβη πάντα τα ενδεικνυόμενα μέτρα. Κατά πληροφορίας εκ των αρμοδίων υπηρεσιών, η σχετική απόφασις ελήφθη κατόπιν μακράς συσκέψεως, εις την οποίαν μετέσχον οι εκπρόσωποι των ενδιαφερομένων φορέων. Ως ανεκοινώθη, αι εργασίαι θα αρχίσουν εντός των προσεχών ημερών και θα περατωθούν μέχρι του τέλους του έτους. Ο κ. υπουργός εδήλωσεν ότι η κυβέρνησις παρακολουθεί μετ' ενδιαφέροντος το ζήτημα και θα λάβη πάντα τα ενδεικνυόμενα μέτρα. Κατά πληροφορίας εκ των αρμοδίων υπηρεσιών, η σχετική απόφασις ελήφθη κατόπιν μακράς συσκέψεως, εις την οποίαν μετέσχον οι εκπρόσωποι των ενδιαφερομένων φορέων. Ως ανεκοινώθη, αι εργασίαι θα αρχίσουν εντός των προσεχών ημερών και θα περατωθούν μέχρι του τέλους του έτους. Ο κ. υπουργός εδήλωσεν ότι η κυβέρνησις παρακολουθεί μετ' ενδιαφέροντος το ζήτημα και θα λάβη πάντα τα ενδεικνυόμενα μέτρα. Κατά πληροφορίας εκ των αρμοδίων υπη (289, 1456, 447, 1636)
article (289, 1285, 447, 1429)
dateline: ΑΘΗΝΑΙ, 24. — (289, 51, 332, 57)
headline (5, 6, 279, 67)
article (946, 496, 1223, 624)
article (457, 6, 774, 209)
article-body: ΑΘΗΝΑΙ, 24. — Κατά πληροφορίας εκ των αρμοδίων υπηρεσιών, η σχετική απόφασις ελήφθη κατόπιν μακράς συσκέψεως, εις την οποίαν μετέσχον οι εκπρόσωποι των ενδιαφερομένων φορέων. Ως ανεκοινώθη, αι εργασίαι θα αρχίσουν εντός των προσεχών ημερών και θα περατωθούν μέχρι του τέλους του έτους. Ο κ. υπουργός εδήλωσεν ότι η κυβέρνησις παρακολουθεί μετ' ενδιαφέροντος το ζήτημα και θα λάβη πάντα τα ενδεικνυόμενα μέτρα. Κατά πληροφορίας εκ των αρμοδίων υπηρεσιών, η σχετική απόφασις ελήφθη κατόπιν μακράς συσκέψεως, εις την οποίαν μετέσχον οι εκπρόσωποι των ενδιαφερομένων φορέων. Ως ανεκοινώθη, αι εργασίαι θα αρχίσουν εντός των προσεχών ημερών και θα περατωθούν μέχρι του τέλους του έτους. Ο κ. υπουργός εδήλωσεν ότι η κυβέρνησις παρακολουθεί μετ' ενδιαφέροντος το ζήτημα και θα λάβη πάντα τα ενδεικνυόμενα μέτρα. Κατά πληροφορίας εκ των αρμοδίων υπηρεσιών, η σχετική απόφασις ελήφθη κατόπιν μακράς συσκέψεως, εις την οποίαν μετέσχον οι εκπρόσωποι των ενδιαφερομένων φορέων. Ως ανεκοινώθη, αι εργασίαι θα αρχίσουν εντός των προσεχών ημερών και θα περατωθούν μέχρι του τέλους του έτους. Ο κ. υπουργός εδήλωσεν ότι η κυβέρνησις παρακολουθεί μετ' ενδιαφέροντος το ζήτημα και θα λάβη πάντα τα ενδεικνυόμενα μέτρα. Κατά πληροφορίας εκ των αρμοδίων υπηρεσιών, η σχετική απόφασις ελήφθη κατόπιν μακράς συσκέψεως, εις την οποίαν μετέσχον οι εκπρόσωποι των ενδιαφερομένων φορέων. Ως ανεκοινώθη, αι εργασίαι θα αρχίσουν εντός των προσεχών ημερών και θα περατωθούν μέχρι του τέλους του έτους. Ο κ. υπουργός εδήλωσεν ότι η κυβέρνησις παρακολουθεί μετ' ενδιαφέροντος το ζήτημα και θα λάβη πάντα τα ενδεικνυόμενα μέτρα. Κατά πληροφορίας εκ των αρμοδίων υπηρεσιών, η σχετική απόφασις ελήφθη κατόπιν μακράς συσκέψεως, εις την οποίαν μετέσχον οι εκπρόσωποι των ενδιαφερομένων φορέων. Ως ανεκοινώθη, αι εργασίαι θα αρχίσουν εντός των προσεχών ημερών και θα περατωθούν μέχρι του τέλους του έτους. Ο κ. υπουργός εδήλωσεν ότι η κυβέρνησις παρακολουθεί μετ' ενδιαφέροντος το ζήτημα και θα λάβη πάντα τα ενδεικνυόμενα μέτρα. (5, 698, 279, 830)
headline-line: ΑΝΑΜΕΝΕΙ ΤΕΚΝΟΝ (322, 2302, 414, 2313)
article-body: ΑΘΗΝΑΙ, 24. — Κατά πληροφορίας εκ των αρμοδίων υπηρεσιών, η σχετική απόφασις ελήφθη κατόπιν μακράς συσκέψεως, εις την οποίαν μετέσχον οι εκπρόσωποι των ενδιαφερομένων φορέων. Ως ανεκοινώθη, αι εργασίαι θα αρχίσουν εντός των προσεχών ημερών και θα περατωθούν μέχρι του τέλους του έτους. Ο κ. υπουργός εδήλωσεν ότι η κυβέρνησις παρακολουθεί μετ' ενδιαφέροντος το ζήτημα και θα λάβη πάντα τα ενδεικνυόμενα μέτρα. Κατά πληροφορίας εκ των αρμοδίων υπηρεσιών, η σχετική απόφασις ελήφθη κατόπιν μακράς συσκέψεως, εις την οποίαν μετέσχον οι εκπρόσωποι των ενδιαφερομένων φορέων. Ως ανεκοινώθη, αι εργασίαι θα αρχίσουν εντός των προσεχών ημερών και θα περατωθούν μέχρι του τέλους του έτους. Ο κ. υπουργός εδήλωσεν ότι η κυβέρνησις παρακολουθεί μετ' ενδιαφέροντος το ζήτημα και θα λάβη πάντα τα ενδεικνυόμενα μέτρα. Κατά πληροφορίας εκ των αρμοδίων υπηρεσιών, η σχετική απόφασις ελήφθη κατόπιν μακράς συσκέψεως, εις την οποίαν μετέσχον οι εκπρόσωποι των ενδιαφερομένων φορέων. Ως ανεκοινώθη, αι εργασίαι θα αρχίσουν εντός των προσεχών ημερών και θα περατωθούν μέχρι του τέλους του έτους. Ο κ. υπουργός εδ (457, 252, 774, 315)
headline-line: ΕΙΣ ΤΑ ΙΩΑΝΝΙΝΑ (329, 1443, 407, 1453)
article-body: ΑΘΗΝΑΙ, 24. — Κατά πληροφορίας εκ των αρμοδίων υπηρεσιών, η σχετική απόφασις ελήφθη κατόπιν μακράς συσκέψεως, εις την οποίαν μετέσχον οι εκπρόσωποι των ενδιαφερομένων φορέων. Ως ανεκοινώθη, αι εργασίαι θα αρχίσουν εντός των προσεχών ημερών και θα περατωθούν μέχρι του τέλους του έτους. Ο κ. υπουργός εδήλωσεν ότι η κυβέρνησις παρακολουθεί μετ' ενδιαφέροντος το ζήτημα και θα λάβη πάντα τα ενδεικνυόμενα μέτρα. Κατά πληροφορίας εκ των αρμοδίων υπηρεσιών, η σχετική απόφασις ελήφθη κατόπιν μακράς συσκέψεως, εις την οποίαν μετέσχον οι εκπρόσωποι των ενδιαφερομένων φορέων. Ως ανεκοινώθη, αι εργασίαι θα αρχίσουν εντός των προσεχών ημερών και θα περατωθούν μέχρι του τέλους του έτους. Ο κ. υπουργός εδήλωσεν ότι η κυβέρνησις παρακολουθεί μετ' ενδιαφέροντος το ζήτημα και θα λάβη πάντα τα ενδεικνυόμενα μέτρα. Κατά πληροφορίας εκ των αρμοδίων υπηρεσιών, η σχετική απόφασις ελήφθη κατόπιν μακράς συσκέψεως, εις την οποίαν μετέσχον οι εκπρόσωποι των ενδιαφερομένων φορέων. Ως ανεκοινώθη, αι εργασίαι θα αρχίσουν εντός των προσεχών ημερών και θα περατωθούν μέχρι του τέλους του έτους. Ο κ. υπουργός εδήλωσεν ότι η κυβέρνησις παρακολουθεί μετ' ενδιαφέροντος το ζήτημα και θα λάβη πάντα τα ενδεικνυόμενα μέτρα. Κατά πληροφορίας εκ των αρμοδίων υπηρεσιών, η σχετική απόφασις ελήφθη κατόπιν μακράς συσκέψεως, εις την οποίαν μετέσχον οι εκπρόσωποι των ενδιαφερομένων φορέων. Ως ανεκοινώθη, αι εργασίαι θα αρχίσουν εντός των προσεχών ημερών και θα περατωθούν μέχρι του τέλους του έτους. Ο κ. υπουργός εδήλωσεν ότι η κυβέρνησις παρακολουθεί μετ' ενδιαφέροντος το ζήτημα και θα λάβη πάντα τα ενδεικνυόμενα μέτρα. Κατά πληροφορίας εκ των αρμοδίων υπηρεσιών, η σχετική απόφασις ελήφθη κατόπιν μακράς συσκέψεως, εις την οποίαν μετέσχον οι εκπρόσωποι των ενδιαφερομένων φορέων. Ως ανεκοινώθη, αι εργασίαι θα αρχίσουν εντός των προσεχών ημερών και θα περατωθούν μέχρι του τέλους του έτους. Ο κ. υπουργός εδήλωσεν ότι η κυβέρνησις παρακολουθεί μετ' ενδιαφέροντος το ζήτημα και θα λάβη πάντα τα ενδεικνυόμενα μέτρα. Κατά πληροφορίας εκ των αρμοδίων υπηρεσιών, η σχετική απόφασις ελήφθη κατόπιν μακράς συσκέψεως, εις την οποίαν μετέσχον οι εκπρόσωποι των ενδιαφερομένων φορέων. Ως ανεκοινώθη, αι εργασίαι θα αρχίσουν εντός των προσεχών ημερών και θα περατωθούν μέχρι του τέλους του έτους. Ο κ. υπουργός εδήλωσεν ότι η κυβέρνησις παρακολουθεί μετ' ενδιαφέροντος το ζήτημα και θα λάβη πάντα τα ενδεικνυόμενα μέτρα. Κατά πληροφορίας εκ των αρμοδίων υπηρεσιών, η σχετική απόφασις ελήφθη κατόπιν μακράς συσκέψεως, εις την οποίαν μετέσχον οι εκπρόσωποι των ενδιαφερομένων φορέων. Ως ανεκοινώθη, αι εργασίαι θα αρχίσουν εντός των προσεχών ημερών και θα περατωθούν μέχρι του τέλους του έτους. Ο κ. υπουργός εδήλωσεν ότι η κυβέρνησις παρακολουθεί μετ' ενδιαφέροντος το ζήτημα και θα λάβη πάντα τα ενδεικνυόμενα μέτρα. Κατά πληροφορίας εκ των αρμοδίων υπηρεσιών, η σχετική απόφασις ελήφθη κατόπιν μακράς συσκέψεως, εις την οποίαν μετέσχον οι εκπρόσωποι των ενδιαφερομένων φορέων. Ως ανεκοινώθη, αι εργασίαι θα αρχίσουν εντός των προσεχών ημερών και θα περατωθούν μέχρι του τέλους του έτους. Ο κ. υπουργός εδήλωσεν ότι η κυβέρνησις παρακολουθεί μετ' ενδιαφέροντος το ζήτημα και θα λάβη πάντα τα ενδεικνυόμενα μέτρα. Κατά πληροφορίας εκ των αρμοδίων υπηρεσιών, η σχετική απόφασις ελήφθη κατόπιν μακράς συσκέψεως, εις την οποίαν μετέσχον οι εκπρόσωποι των ενδιαφερομένων φορέων. Ως ανεκοινώθη, αι εργασίαι θα αρχίσουν εντός των προσεχών ημερών και θα περατωθούν μέχρι το (5, 444, 279, 665)
article-body: Κατά πληροφορίας εκ των αρμοδίων υπηρεσιών, η σχετική απόφασις ελήφθη κατόπιν μακράς συσκέψεως, εις την οποίαν μετέσχον οι εκπρόσωποι των ενδιαφερομένων φορέων. Ως ανεκοινώθη, αι εργασίαι θα αρχίσουν εντός των προσεχών ημερών και θα περατωθούν μέχρι του τέλους του έτους. Ο κ. υπουργός εδήλωσεν ότι η κυβέρνησις παρακολουθεί μετ' ενδιαφέροντος το ζήτημα και θα λάβη πάντα τα ενδεικνυόμενα μέτρα. Κατά πληροφορίας εκ των αρμοδίων υπηρεσιών, η σχετική απόφασις ελήφθη κατόπιν μακράς συσκέψεως, εις την οποίαν μετέσχον οι εκπρόσωποι των ενδιαφερομένων φορέων. Ως ανεκοινώθη, αι εργασίαι θα αρχίσουν εντός των προσεχών ημερών και θα περατωθούν μέχρι του τέλους του έτους. Ο κ. υπουργός εδήλωσεν ότι η κυβέρνησις παρακολουθεί μετ' ενδιαφέροντος το ζήτημα και θα λάβη πάντα τα ενδεικνυόμενα μέτρα. Κατά πληροφορίας εκ των αρμοδίων υπηρεσιών, η σχετική απόφασις ελήφθη κατόπιν μακράς συσκέψεως, εις την οποίαν μετέσχον οι εκπρόσωποι των ενδιαφερομένων φορέων. Ως ανεκοινώθη, αι εργασίαι θα αρχίσουν εντός των προσεχών ημερών και θα περατωθούν μέχρι του τέλους του έτους. Ο κ. υπουργός εδήλωσεν ότι η κυβέρνησις παρακολουθεί μετ' ενδιαφέροντος το ζήτημα και θα λάβη πάντα τα ενδεικνυόμενα μέτρα. Κατά πληροφορίας εκ των αρμοδίων υπηρεσιών, η σχετική απόφασις ελήφθη κατόπιν μακράς συσκέψεως, εις την οποίαν μετέσχον οι εκπρόσωποι των ενδιαφερομένων φορέων. Ως ανεκοινώθη, αι εργασίαι θα αρχίσουν εντός των προσεχών ημερών και θα περατωθούν μέχρι του τέλους του έτους. Ο κ. υπουργός εδήλωσεν ότι η κυβέρνησις παρακολουθεί μετ' ενδιαφέροντος το ζήτημα και θα λάβη πάντα τα ενδεικνυόμενα μέτρα. Κατά πληροφορίας εκ των αρμοδίων υπηρεσιών, η σχετική απόφασις ελήφθη κατόπιν μακράς συσκέψεως, εις την οποίαν μετέσχον οι εκπρόσωποι των ενδιαφερομένων φορέων. Ως ανεκοινώθη, αι εργασίαι θα αρχίσουν εντός των προσεχών ημερών και θα περατωθούν μέχρι του τέλους του έτους. Ο κ. υπουργός εδήλωσεν ότι η κυβέρνησις παρακολουθεί μετ' ενδιαφέροντος το ζήτημα και θα λάβη πάντα τα ενδεικνυόμενα μέτρα. Κατά πληροφορίας εκ των αρμοδίων υπηρεσιών, η σχετική απόφασις ελήφθη κατόπιν μακράς συσκέψεως, εις την οποίαν μετέσχον οι εκπρόσωποι των ενδιαφερομένων φορέων. Ως ανεκοινώθη, αι εργασίαι θα αρχίσουν εντός των προσεχών ημερών και θα περατωθούν μέχρι του τέλους του έτους. Ο κ. υπουργός εδήλωσεν ότι η κυβέρνησις παρακολουθεί μετ' ενδιαφέροντος το ζήτημα και θα λάβη πάντα τα ενδεικνυόμενα μέτρα. Κατά πληροφορίας εκ των αρμοδίων υπηρεσιών, η σχετική απόφασις ελήφθη κατόπιν μακράς συσκέψεως, εις την οποίαν μετέσχον οι εκπρόσωποι των ενδιαφερομένων φορέων. Ως ανεκοινώθη, αι εργασίαι θα αρχίσουν εντός των προσεχών ημερών και θα περατωθούν μέχρι του τέλους του έτους. Ο κ. υπουργός εδήλωσεν ότι η κυβέρνησις παρακολουθεί μετ' ενδιαφέροντος το ζήτημα και θα λάβη πάντα τα ενδεικνυόμενα μέτρα. Κατά πληροφορίας εκ των αρμοδίων υπηρεσιών, η σχετική απόφασις ελήφθη κατόπιν μακράς συσκέψεως, εις την οποίαν μετέσχον οι εκπρόσωποι των ενδιαφερομένων φορέων. Ως ανεκοινώθη, αι εργασίαι θα αρχίσουν εντός των προσεχών ημερών και θα περατωθούν μέχρι του τέλους του έτους. Ο κ. υπουργός εδήλωσεν ότι η κυβέρνησις παρακολουθεί μετ' ενδιαφέροντος το ζήτημα και θα λάβη πάντα τα ενδεικνυόμενα μέτρα. Κατά πληροφορίας εκ των αρμοδίων υπηρεσιών, η σχετική απόφασις ελήφθη κατόπιν μακράς συσκέψεως, εις την οποίαν μετέσχον οι εκπρόσωποι των ενδιαφερομένων φορέων. Ως ανεκοινώθη, αι εργασίαι θα αρχίσουν εντός των προσεχών ημερών και θα περατωθούν μέχρι του τέλους του έτους. Ο κ. υπουργός εδήλωσεν ότι η κυβέρνησις παρακολουθεί μετ' ενδιαφέροντος το ζήτημα και θα λάβη πάντα τα ενδεικνυόμενα μέτρα. Κατά πληροφορίας εκ των αρμοδίων υπηρεσιών, η σχετική απόφασις ελήφθη κατόπιν μακράς συσκέψεως, εις την οποίαν μετέσχον οι εκπρόσωποι των ενδιαφερομένων φορέων. Ως ανεκοινώθη, αι εργασίαι θα αρχίσουν εντός των προσεχών ημερών και θα περατωθούν μέχρι του τέλους του έτους. Ο κ. υπουργός εδήλωσεν ότι η κυβέρνησις παρακολουθεί μετ' ενδιαφέροντος το ζήτημα και θα λάβη πάντα τα ενδεικνυόμενα μέτρα. Κατά πληροφορίας εκ των αρμοδίων υπηρεσιών, η σχετική απόφασις ελήφθη κατόπιν μακράς συσκέψεως, εις την οποίαν μετέσχον οι εκπρόσωποι των ενδιαφερομένων φορέων. Ως ανεκοινώθη, αι εργασίαι θα αρχίσουν εντός των προσεχών ημερών και θα περατωθούν μέχρι του τέλους του έτους. Ο κ. υπουργός εδήλωσεν ότι η κυβέρνησις παρακολουθεί μετ' ενδιαφέροντος το ζήτημα και θα λάβη πάντα τα ενδεικνυόμενα μέτρα. Κατά πληροφορίας εκ των αρμοδίων υπηρεσιών, η σχετική απόφασις ελήφθη κατόπιν μακράς συσκέψεως, εις την οποίαν μετέσχον οι εκπρόσωποι των ενδιαφερομένων φορέων. Ως ανεκοινώθη, αι εργασίαι θα αρχίσουν εντός των προσεχών ημερών και θα περατωθούν μέχρι του τέλους του έτους. Ο κ. υπουργός εδήλωσεν ότι η κυβέρνησις παρακολουθεί μετ' ενδιαφέροντος το ζήτημα και θα λάβη πάντα τα ενδεικνυόμενα μέτρα. Κατά πληροφορίας εκ των αρμοδίων υπηρεσιών, η σχετική απόφασις ελήφθη κατόπιν μακράς συσκέψεως, εις την οποίαν μετέσχον οι εκπρόσωποι των ενδιαφερομένων φορέων. Ως ανεκοινώθη, αι εργασίαι θα αρχίσουν εντός των προσεχών ημερών και θα περατωθούν μέχρι του τέλους του έτους. Ο κ. υπουργός εδήλωσεν ότι η κυβέρνησις παρακολουθεί μετ' ενδιαφέροντος το ζήτημα και θα λάβη πάντα τα ενδεικνυόμενα μέτρα. Κατά πληροφορίας εκ των αρμοδίων υπηρεσιών, η σχετική απόφασις ελήφθη κατόπιν μακράς συσκέψεως, εις την οποίαν μετέσχον οι εκπρόσωποι των ενδιαφερομένων φορέων. Ως ανεκοινώθη, αι εργασίαι θα αρχίσουν εντός των προσεχών ημερών και θα περατωθούν μέχρι το (5, 1472, 279, 1824)
headline-line: ΕΞΕΛΗΦΘΗ ΩΣ «ΔΡΑΚΟΣ» ΟΜΟΙΟΣ ΤΗΣ ΘΕΣΣΑΛΟΝΙΚΗΣ (472, 29, 758, 42)
headline (289, 423, 447, 454)
headline (289, 990, 447, 1021)
headline (457, 1067, 774, 1103)
headline-line: ΕΥΡΙΣΚΟΝΤΑΙ ΕΦΕΤΟΣ ΕΙΣ ΤΑΣ ΗΝ. ΠΟΛΙΤΕΙΑΣ (981, 1165, 1189, 1176)
headline-line: ΤΗΣ ΚΑΛΛΙΤΕΧΝΙΔΟΣ ΠΟΛΥΣ ΠΑΝΟΥ (50, 417, 234, 430)
article-body: ΑΘΗΝΑΙ, 24. — Κατά πληροφορίας εκ των αρμοδίων υπηρεσιών, η σχετική απόφασις ελήφθη κατόπιν μακράς συσκέψεως, εις την οποίαν μετέσχον οι εκπρόσωποι των ενδιαφερομένων φορέων. Ως ανεκοινώθη, αι εργασίαι θα αρχίσουν εντός των προσεχών ημερών και θα περατωθούν μέχρι του τέλους του έτους. Ο κ. υπουργός εδήλωσεν ότι η κυβέρνησις παρακολουθεί μετ' ενδιαφέροντος το ζήτημα και θα λάβη πάντα τα ενδεικνυόμενα μέτρα. Κατά πληροφορίας εκ των αρμοδίων υπηρεσιών, η σχετική απόφασις ελήφθη κατόπιν μακράς συσκέψεως, εις την οποίαν μετέσχον οι εκπρόσωποι των ενδιαφερομένων φορέων. Ως ανεκοινώθη, αι εργασίαι θα αρχίσουν εντός των προσεχών ημερών και θα περατωθούν μέχρι του τέλους του έτους. Ο κ. υπουργός εδήλωσεν ότι η κυβέρνησις παρακολουθεί μετ' ενδιαφέροντος το ζήτημα και θα λάβη πάντα τα ενδεικνυόμενα μέτρα. Κατά πληροφορίας εκ των αρμοδίων υπηρεσιών, η σχετική απόφασις ελήφθη κατόπιν μακράς συσκέψεως, εις την οποίαν μετέσχον οι εκπρόσωποι των ενδιαφερομένων φορέων. Ως ανεκοινώθη, αι εργασίαι θα αρχίσουν εντός των προσεχών ημερών και θα περατωθούν μέχρι του τέλους του έτους. Ο κ. υπουργός εδήλωσεν ότι η κυβέρνησις παρακολουθεί μετ' ενδιαφέροντος το ζήτημα και θα λάβη πάντα τα ενδεικνυόμενα μέτρα. Κατά πληροφορίας εκ των αρμοδίων υπηρεσιών, η σχετική απόφασις ελήφθη κατόπιν μακράς συσκέψεως, εις την οποίαν μετέσχον οι εκπρόσωποι των ενδιαφερομένων φορέων. Ως ανεκοινώθη, αι εργασίαι θα αρχίσουν εντός των προσεχών ημερών και θα περατωθούν μέχρι του τέλους του έτους. Ο κ. υπουργός εδήλωσεν ότι η κυβέρνησις παρακολουθεί μετ' ενδιαφέροντος το ζήτημα και θα λάβη πάντα τα ενδεικνυόμενα μέτρα. Κατά πληροφορίας εκ των αρμοδίων υπηρεσιών, η σχετική απόφασις ελήφθη κατόπιν μακράς συσκέψεως, εις την οποίαν μετέσχον οι εκπρόσωποι των ενδιαφερομένων φορέων. Ως ανεκοινώθη, αι εργασίαι θα αρχίσουν εντός των προσεχών ημερών και θα περατωθούν μέχρι του τέλους του έτους. Ο κ. υπουργός εδήλωσεν ότι η κυβέρνησις παρακολουθεί μετ' ενδιαφέροντος το ζήτημα και θα λάβη πάντα τα ενδεικνυόμενα μέτρα. Κατά πληροφορίας εκ των αρμοδίων υπηρεσιών, η σχετική απόφασις ελήφθη κατόπιν μακράς συσκέψεως, εις την οποίαν μετέσχον οι εκπρόσωποι των ενδιαφερομένων φορέων. Ως ανεκοινώθη, αι εργασίαι θα αρχίσουν εντός των προσεχών ημερών και θα περατωθούν μέχρι του τέλους του έτους. Ο κ. υπουργός εδήλωσεν ότι η κυβέρνησις παρακολουθεί μετ' ενδιαφέροντος το ζήτημα και θα λάβη πάντα τα ενδεικνυόμενα μέτρα. Κατά πληροφορίας εκ των αρμοδίων υπηρεσιών, η σχετική απόφασις ελήφθη κατόπιν μακράς συσκέψεως, εις την οποίαν μετέσχον οι εκπρόσωποι των ενδιαφερομένων φορέων. Ως ανεκοινώθη, αι εργασίαι θα αρχίσουν εντός των προσεχών ημερών και θα περατωθούν μέχρι του τέλους του έτους. Ο κ. υπουργός εδήλωσεν ότι η κυβέρνησις παρακολουθεί (457, 905, 774, 1057)
headline-line: ΕΙΣ ΤΗΝ ΕΛΛΑΔΑ (821, 1560, 899, 1571)
article-body: ΑΘΗΝΑΙ, 24. — Κατά πληροφορίας εκ των αρμοδίων υπηρεσιών, η σχετική απόφασις ελήφθη κατόπιν μακράς συσκέψεως, εις την οποίαν μετέσχον οι εκπρόσωποι των ενδιαφερομένων φορέων. Ως ανεκοινώθη, αι εργασίαι θα αρχίσουν εντός των προσεχών ημερών και θα περατωθούν μέχρι του τέλους του έτους. Ο κ. υπουργός εδήλωσεν ότι η κυβέρνησις παρακολουθεί μετ' ενδιαφέροντος το ζήτημα και θα λάβη πάντα τα ενδεικνυόμενα μέτρα. Κατά πληροφορίας εκ των αρμοδίων υπηρεσιών, η σχετική απόφασις ελήφθη κατόπιν μακράς συσκέψεως, εις την οποίαν μετέσχον οι εκπρόσωποι των ενδιαφερομένων φορέων. Ως ανεκοινώθη, αι εργασίαι θα αρχίσουν εντός των προσεχών ημερών και θα περατωθούν μέχρι του τέλους του έτους. Ο κ. υπουργός εδήλωσεν ότι η κυβέρνησις παρακολουθεί μετ' ενδιαφέροντος το ζήτημα και θα λάβη πάντα τα ενδεικνυόμενα μέτρα. Κατά πληροφορίας εκ των αρμοδίων υπηρεσιών, η σχετική απόφασις ελήφθη κατόπιν μακράς συσκέψεως, εις την οποίαν μετέσχον οι εκπρόσωποι των ενδιαφερομένων φορέων. Ως ανεκοινώθη, αι εργασίαι θα αρχίσουν εντός των προσεχών ημερών και θα περατωθούν μέχρι του τέλους του έτους. Ο κ. υπουργός εδήλωσεν ότι η κυβέρνησις παρακολουθεί μετ' ενδιαφέροντος το ζήτημα και θα λάβη πάντα τα ενδεικνυόμενα μέτρα. Κατά πληροφορίας εκ των αρμοδίων υπηρεσιών, η σχετική απόφασις ελήφθη κατόπιν μακράς συσκέψεως, εις την οποίαν μετέσχον οι εκπρόσωποι των ενδιαφερομένων φορέων. Ως ανεκοινώθη, αι εργασίαι θα αρχίσουν εντός των προσεχών ημερών και θα περατωθούν μέχρι του τέλους του έτους. Ο κ. υπουργός εδήλωσεν ότι η κυβέρνησις παρακολουθεί μετ' ενδιαφέροντος το ζήτημα και θα λάβη πάντα τα ενδεικνυόμενα μέτρα. Κατά πληροφορίας εκ των αρμοδίων υπηρεσιών, η σχετική απόφασις ελήφθη κατόπιν μακράς συσκέψεως, εις την οποίαν μετέσχον οι εκπρόσωποι των ενδιαφερομένων φορέων. Ως ανεκοινώθη, αι εργασίαι θα αρχίσουν εντός των προσεχών ημερών και θα περατωθούν μέχρι του τέλους του έτους. Ο κ. υπουργός εδήλωσεν ότι η κυβέρνησις παρακολουθεί μετ' ενδιαφέροντος το ζήτημα και θα λάβη πάντα τα ενδεικνυόμενα μέτρα. Κατά πληροφορίας εκ των αρμοδίων υπηρεσιών, η σχετική απόφασις ελήφθη κατόπιν μακράς συσκέψεως, εις την οποίαν μετέσχον οι εκπρόσωποι των ενδιαφερομένων φορέων. Ως ανεκοινώθη, αι εργασίαι θα αρχίσουν εντός των προσεχών ημερών και θα περατωθούν μέχρι του τέλους του έτους. Ο κ. υπουργός εδήλωσεν ότι η κυβέρνησις παρακολουθεί μετ' ενδιαφέροντος το ζήτημα και θα (5, 863, 279, 1015)
side-article (1085, 1275, 1223, 1496)
headline (457, 1671, 774, 1695)
article (946, 404, 1223, 492)
headline (784, 987, 936, 1018)
headline-line: ΣΥΝΕΔΡΙΟΝ (341, 26, 395, 37)
article-body: ΑΘΗΝΑΙ, 24. — Κατά πληροφορίας εκ των αρμοδίων υπηρεσιών, η σχετική απόφασις ελήφθη κατόπιν μακράς συσκέψεως, εις την οποίαν μετέσχον οι εκπρόσωποι των ενδιαφερομένων φορέων. Ως ανεκοινώθη, αι εργασίαι θα αρχίσουν εντός των προσεχών ημερών και θα περατωθούν μέχρι του τέλους του έτους. Ο κ. υπουργός εδήλωσεν ότι η κυβέρνησις παρακολουθεί μετ' ενδιαφέροντος το ζήτημα και θα λάβη πάντα τα ενδεικνυόμενα μέτρα. Κατά πληροφορίας εκ των αρμοδίων υπηρεσιών, η σχετική απόφασις ελήφθη κατόπιν μακράς συσκέψεως, εις την οποίαν μετέσχον οι εκπρόσωποι των ενδιαφερομένων φορέων. Ως ανεκοινώθη, αι εργασίαι θα αρχίσουν εντός των προσεχών ημερών και θα περατωθούν μέχρι του τέλους του έτους. Ο κ. υπουργός εδήλωσεν ότι η κυβέρνησις παρακολουθεί μετ' ενδιαφέροντος το ζήτημα και θα λάβη πάντα τα ενδεικνυόμενα μέτρα. Κατά πληροφορίας εκ των αρμοδίων υπηρεσιών, η σχετική απόφασις ελήφθη κατόπιν μακράς συσκέψεως, εις την οποίαν μετέσχον οι εκπρόσωποι των ενδιαφερομένων φορέων. Ως ανεκοινώθη, αι εργασίαι θα αρχίσουν εντός των προσεχών ημερών και θα περατωθούν μέχρι του τέλους του έτους. Ο κ. υπουργός εδήλωσεν ότι η κυβέρνησις παρακολουθεί μετ' ενδιαφέροντος το ζήτημα και θα λάβη πάντα τα ενδεικνυόμενα μέτρα. Κατά πληροφορίας εκ των αρμοδίων υπηρεσιών, η σχετική απόφασις ελήφθη κατόπιν μακράς συσκέψεως, εις την οποίαν μετέσχον οι εκπρόσωποι των ενδιαφερομένων φορέων. Ως ανεκοινώθη, αι εργασίαι θα αρχίσουν εντός των προσεχών ημερών και θα περατωθούν μέχρι το (5, 298, 279, 394)
headline-line: ΘΑ ΕΠΙΔΙΩΞΗ ΤΗΝ ΣΥΝΑΨΙΝ (543, 1482, 687, 1495)
headline-line: ΤΙΜΑΙ ΚΑΙ ΔΩΡΑ (824, 329, 896, 340)
dateline: ΔΡΑΜΑ, 24. — (5, 2111, 51, 2117)
headline (784, 1867, 936, 1888)
dateline: ΒΕΛΙΓΡΑΔΙΟΝ, 24. — (784, 2070, 847, 2076)
dateline: ΑΘΗΝΑΙ, 24. — (289, 457, 332, 463)
article-body: ΑΘΗΝΑΙ, 24. — Κατά πληροφορίας εκ των αρμοδίων υπηρεσιών, η σχετική απόφασις ελήφθη κατόπιν μακράς συσκέψεως, εις την οποίαν μετέσχον οι εκπρόσωποι των ενδιαφερομένων φορέων. Ως ανεκοινώθη, αι εργασίαι θα αρχίσουν εντός των προσεχών ημερών και θα περατωθούν μέχρι του τέλους του έτους. Ο κ. υπουργός εδήλωσεν ότι η κυβέρνησις παρακολουθεί μετ' ενδιαφέροντος το ζήτημα και θα λάβη πάντα τα ενδεικνυόμενα μέτρα. Κατά πληροφορίας εκ των αρμοδίων υπηρεσιών, η σχετική απόφασις ελήφθη κατόπιν μακράς συσκέψεως, εις την οποίαν μετέσχον οι εκπρόσωποι των ενδιαφερομένων φορέων. Ως ανεκοινώθη, αι εργασίαι θα αρχίσουν εντός των προσεχών ημερών και θα περατωθούν μέχρι του τέλους του έτους. Ο κ. υπουργός εδήλωσεν ότι η κυβέρνησις παρακολουθεί μετ' ενδιαφέροντος το ζήτημα και θα λάβη πάντα τα ενδεικνυόμενα μέτρα. Κατά πληροφορίας εκ των αρμοδίων υπηρεσιών, η σχετική απόφασις ελήφθη κατόπιν μακράς συσκέψεως, εις την οποίαν μετέσχον οι εκπρόσωποι των ενδιαφερομένων φορέων. Ως ανεκοινώθη, αι εργασίαι θα αρχίσουν εντός των προσεχών ημερών και θα περατωθούν μέχρι του τέλους του έτους. Ο κ. υπουργός εδήλωσεν ότι η κυβέρνησις παρακολουθεί μετ' ενδιαφέροντος το ζήτημα και θα λάβη πάντα τα ενδεικνυόμενα μέτρα. Κατά πληροφορίας εκ των αρμοδίων υπηρεσιών, η σχετική απόφασις ελήφθη κατόπιν μακράς συσκέψεως, εις την οποίαν μετέσχον οι εκπρόσωποι των ενδιαφερομένων φορέων. Ως ανεκοινώθη, αι εργασίαι θα αρχίσουν εντός των προσεχών ημερών και θα περατωθούν μέχρι του τέλους του έτους. Ο κ. υπουργός εδήλωσεν ότι η κυβέρνησις παρακολουθεί μετ' ενδιαφέροντος το ζήτημα και θα λάβη πάντα τα ενδεικνυόμενα μέτρα. Κατά πληροφορίας εκ των αρμοδίων υπηρεσιών, η σχετική απόφασις ελήφθη κατόπιν μακράς συσκέψεως, εις την οποίαν μετέσχον οι εκπρόσωποι των ενδιαφερομένων φορέων. Ως ανεκοινώθη, αι εργασίαι θα αρχίσουν εντός των προσεχών ημερών και θα περατωθούν μέχρι του τέλους του έτους. Ο κ. υπουργός εδήλωσεν ότι η κυβέρνησις παρακολουθεί μετ' ενδιαφέροντος το ζήτημα και θα λάβη πάντα τα ενδεικνυόμενα μέτρα. Κατά πληροφορίας εκ των αρμοδίων υπηρεσιών, η σχετική απόφασις ελήφθη κατόπιν μακράς συσκέψεως, εις την οποίαν μετέσχον οι εκπρόσωποι των ενδιαφερομένων φορέων. Ως ανεκοινώθη, αι εργασίαι θα αρχίσουν εντός των προσεχών ημερών και θα περατωθούν μέχρι του τέλους του έτους. Ο κ. υπουργός εδήλωσεν ότι η κυβέρνησις παρακολουθεί μετ' ενδιαφέροντος το ζήτημα και θα λάβη πάντα τα ενδεικνυόμενα μέτρα. Κατά πληροφορίας εκ των αρμοδίων υπηρεσιών, η σχετική απόφασις ελήφθη κατόπιν μακράς συσκέψεως, εις την οποίαν μετέσχον οι εκπρόσωποι των ενδιαφερομένων φορέων. Ως ανεκοινώθη, αι εργασίαι θα αρχίσουν εντός των προσεχών ημερών και θα περατωθούν μέχρι του τέλους του έτους. Ο κ. υπουργός εδήλωσεν ότι η κυβέρνησις παρακολουθεί μετ' ενδιαφέροντος το ζήτημα και θα λάβη πάντα τα ενδεικνυόμενα μέτρα. Κατά πληροφορίας εκ των αρμοδίων υπηρεσιών, η σχετική απόφασις ελήφθη κατόπιν μακράς συσκέψεως, εις την οποίαν μετέσχον οι εκπρόσωποι των ενδιαφερομένων φορέων. Ως ανεκοινώθη, αι εργασίαι θα αρχίσουν εντός των προσεχών ημερών και θα περατωθούν μέχρι του τέλους του έτους. Ο κ. υπουργός εδήλωσεν ότι η κυβέρνησις παρακολουθεί μετ' ενδιαφέροντος το ζήτημα και θα λάβη πάντα τα ενδεικνυόμενα μέτρα. Κατά πληροφορίας εκ των αρμοδίων υπηρεσιών, η σχετική απόφασις ελήφθη κατόπιν μακράς συσκέψεως, εις την οποίαν μετέσχον οι εκπρόσωποι των ενδιαφερομένων φορέων. Ως ανεκοινώθη, αι εργασίαι θα αρχίσουν εντός των προσεχών ημερών και θα περατωθούν μέχρι του τέλους του έτους. Ο κ. υπουργός εδήλωσεν ότι η κυβέρνησις παρακολουθεί μετ' ενδιαφέροντος το ζήτημα και θα λάβη πάντα τα ενδεικνυόμενα μέτρα. Κατά πληροφορίας εκ των αρμοδίων υπηρεσιών, η σχετική απόφασις ελήφθη κατόπιν μακράς συσκέψεως, εις την οποίαν μετέσχον οι εκπρόσωποι των ενδιαφερομένων φορέων. Ως ανεκοινώθη, αι εργασίαι θα αρχίσουν εντός των προσεχ (5, 1053, 279, 1301)
dateline: ΜΟΝΤΕ ΚΑΡΛΟ, 24. — (457, 1699, 524, 1705)
headline-line: ΑΞΙΩΜΑΤΙΚΩΝ (335, 848, 401, 859)
headline (946, 1506, 1223, 1531)
dateline: ΑΘΗΝΑΙ, 24. — (457, 906, 499, 912)
article (784, 6, 936, 325)
headline (5, 259, 279, 295)
article-body: ΦΛΩΡΙΝΑ, 24. — Κατά πληροφορίας εκ των αρμοδίων υπηρεσιών, η σχετική απόφασις ελήφθη κατόπιν μακράς συσκέψεως, εις την οποίαν μετέσχον οι εκπρόσωποι των ενδιαφερομένων φορέων. Ως ανεκοινώθη, αι εργασίαι θα αρχίσουν εντός των προσεχών ημερών και θα περατωθούν μέχρι του τέλους του έτους. Ο κ. υπουργός εδήλωσεν ότι η κυβέρνησις παρακολουθεί μετ' ενδιαφέροντος το ζήτημα και θα λάβη πάντα τα ενδεικνυόμενα μέτρα. Κατά πληροφορίας εκ των αρμοδίων υπηρεσιών, η σχετική απόφασις ελήφθη κατόπιν μακράς συσκέψεως, εις την οποίαν μετέσχον οι εκπρόσωποι των ενδιαφερομένων φορέων. Ως ανεκοινώθη, αι εργασίαι θα αρχίσουν εντός των προσεχών ημερών και θα περατωθούν μέχρι του τέλους του έτους. Ο κ. υπουργός εδήλωσεν ότι η κυβέρνησις παρακολουθεί μετ' ενδιαφέροντος το ζήτημα και θα λάβη πάντα τα ενδεικνυόμενα μέτρα. Κατά πληροφορίας εκ των αρμοδίων υπηρεσιών, η σχετική απόφασις ελήφθη κατόπιν μακράς συσκέψεως, εις την οποίαν μετέσχον οι εκπρόσωποι των ενδιαφερομένων φορέων. Ως ανεκοινώθη, αι εργασίαι θα αρχίσουν εντός των προσεχών ημερών και θα περατωθούν μέχρι του τέλους του έτους. Ο κ. υπουργός εδήλωσεν ότι η κυβέρνησις παρακολουθεί μετ' ενδιαφέροντος το ζήτημα και θα λάβη πάντα τα ενδεικνυόμενα μέτρα. Κατά πληροφορίας εκ των αρμοδίων υπηρεσιών, η σχετική απόφασις ελήφθη κατόπιν μακράς συσκέψεως, εις την οποίαν μετέσχον οι εκπρόσωποι των ενδιαφερομένων φορέων. Ως ανεκοινώθη, αι εργασίαι θα αρχίσουν εντός των προσεχών ημερών και θα περατωθούν μέχρι του τέλους του έτους. Ο κ. υπουργός εδήλωσεν ότι η κυβέρνησις παρακολουθεί μετ' ενδιαφέροντος το ζήτημα και θα λάβη πάντα τα ενδεικνυόμενα μέτρα. Κατά πληροφορίας εκ των αρμοδίων υπηρεσιών, η σχετική απόφασις ελήφθη κατόπιν μακράς συσκέψεως, εις την οποίαν μετέσχον οι εκπρόσωποι των ενδιαφερομένων φορέων. Ως ανεκοινώθη, αι εργασίαι θα αρχίσουν εντός των προσεχών ημερών και θα περατωθούν μέχρι του τέλους του έτους. Ο κ. υπουργός εδήλωσεν ότι η κυβέρνησις παρακολουθεί μετ' ενδιαφέροντος το ζήτημα και θα λάβη πάντα τα ενδεικνυόμενα μέτρα. Κατά πληροφορίας εκ των αρμοδίων υπηρεσιών, η σχετική απόφασις ελήφθη κατόπιν μακράς συσκέψεως, εις την οποίαν μετέσχον οι εκπρόσωποι των ενδιαφερομένων φορέων. Ως ανεκοινώθη, αι εργασίαι θα αρχίσουν εντός των προσεχών ημερών και θα περατωθούν μέχρι του τέλους του έτους. Ο κ. υπουργός εδήλωσεν ότι η κυβέρνησις παρακολουθεί μετ' ενδιαφέροντος το ζήτημα και θα λάβη πάντα τα ενδεικνυόμενα μέτρα. Κατά πληροφορίας εκ των αρμοδίων υπηρεσιών, η σχετική απόφασις ελήφθη κατόπιν μακράς συσκέψεως, εις την οποίαν μετέσχον οι εκπρόσωποι των ενδιαφερομένων φορέων. Ως ανεκοινώθη, αι εργασίαι θα αρχίσουν εντός των προσεχών ημερών και θα περατωθούν μέχρι του τέλους του έτους. Ο κ. υπουργός εδήλωσεν ότι η κυβέρνησις παρακολουθεί (5, 69, 279, 249)
headline (457, 6, 774, 42)
dateline: ΑΘΗΝΑΙ, 24. — (457, 45, 499, 51)
headline-line: Ο Κ. ΜΑΛΑΚΑΣ ΜΕΤΑΒΑΙΝΕΙ (305, 1432, 431, 1443)
dateline: ΑΘΗΝΑΙ, 24. — (5, 298, 51, 305)
headline-line: ΕΙΣ ΤΗΝ ΕΥΡΑΤΟΜ (818, 26, 902, 37)
headline-line: ΤΕΧΝΙΚΗΣ ΣΥΜΦΩΝΙΑΣ ΜΕΤΑ ΤΗΣ ΓΑΛΛΙΑΣ (506, 1493, 725, 1506)
headline-line: ΚΑΙ 301 ΔΡΑΧΜ. ΕΙΣ ΑΘΗΝΑΣ (303, 442, 433, 454)
dateline: ΒΑΓΔΑΤΗ, 24. — (784, 1891, 829, 1897)
article-body: ΛΕΝΙΝΓΚΡΑΝΤ, 24. — Κατά πληροφορίας εκ των αρμοδίων υπηρεσιών, η σχετική απόφασις ελήφθη κατόπιν μακράς συσκέψεως, εις την οποίαν μετέσχον οι εκπρόσωποι των ενδιαφερομένων φορέων. Ως ανεκοινώθη, αι εργασίαι θα αρχίσουν εντός των προσεχών ημερών και θα περατωθούν μέχρι του τέλους του έτους. Ο κ. υπουργός εδήλωσεν ότι η κυβέρνησις παρακολουθεί μετ' ενδιαφέροντος το ζήτημα και θα λάβη πάντα τα ενδεικνυόμενα μέτρα. Κατά πληροφορίας εκ των αρμοδίων υπηρεσιών, η σχετική απόφασις ελήφθη κατόπιν μακράς συσκέψεως, εις την οποίαν μετέσχον οι εκπρόσωποι των ενδιαφερομένων φορέων. Ως ανεκοινώθη, αι εργασίαι θα αρχίσουν εντός των προσεχών ημερών και θα περατωθούν μέχρι του τέλους του έτους. Ο κ. υπουργός εδήλωσεν ότι η κυβέρνησις παρακολουθεί μετ' ενδιαφέροντος το ζήτημα και θα λάβη πάντα τα ενδεικνυόμενα μέτρα. Κατά πληροφορίας εκ των αρμοδίων υπηρεσιών, η σχετική απόφασις ελήφθη κατόπιν μακράς συσκέψεως, εις την οποίαν μετέσχον οι εκπρόσωποι των ενδιαφερομένων φορέων. Ως ανεκοινώθη, αι εργασίαι θα αρχίσουν εντός των προσεχών ημερών και θα περατωθούν μέχρι του τέλους του έτους. Ο κ. υπουργός εδ (784, 845, 936, 976)
headline (5, 840, 279, 861)
headline (457, 214, 774, 250)
article (784, 1867, 936, 2041)
dateline: ΝΕΑ ΥΟΡΚΗ, 24. — (784, 1169, 846, 1175)
dateline: ΓΙΟΧΑΝΝΕΣΜΠΟΥΡΓΚ, 24. — (946, 668, 1024, 674)
headline (289, 6, 447, 48)
headline-line: ΚΑΤΟΠΙΝ ΑΔΕΙΑΣ (821, 529, 899, 539)
headline-line: ΕΠΙΒΑΤΙΔΑ (835, 350, 885, 361)
dateline: ΒΡΑΖΙΛΙΑ, 24. — (784, 1575, 829, 1581)
article-body: ΒΟΥΔΑΠΕΣΤΗ, 24. — Κατά πληροφορίας εκ των αρμοδίων υπηρεσιών, η σχετική απόφασις ελήφθη κατόπιν μακράς συσκέψεως, εις την οποίαν μετέσχον οι εκπρόσωποι των ενδιαφερομένων φορέων. Ως ανεκοινώθη, αι εργασίαι θα αρχίσουν εντός των προσεχών ημερών και θα περατωθούν μέχρι του τέλους του έτους. Ο κ. υπουργός εδήλωσεν ότι η κυβέρνησις παρακολουθεί μετ' ενδιαφέροντος το ζήτημα και θα λάβη πάντα τα ενδεικνυόμενα μέτρα. Κατά πληροφορίας εκ των αρμοδίων υπηρεσιών, η σχετική απόφασις ελήφθη κατόπιν μακράς συσκέψεως, εις την οποίαν μετέσχον οι εκπρόσωποι των ενδιαφερομένων φορέων. Ως ανεκοινώθη, αι εργασίαι θα αρχίσουν εντός των προσεχών ημερών και θα περατωθούν μέχρι του τέλους του έτους. Ο κ. υπουργός εδήλωσεν ότι η κυβέρνησις παρακολουθεί μετ' ενδιαφέροντος το ζήτημα και θα λάβη πάντα τα ενδεικνυόμενα μέτρα. Κατά πληροφορίας εκ των αρμοδίων υπηρεσιών, η σχετική απόφασις ελήφθη κατόπιν μακράς συσκέψεως, εις την οποίαν μετέσχον οι εκπρόσωποι των ενδιαφερομένων φορέων. Ως ανεκοινώθη, αι εργασίαι θα αρχίσουν εντός των προσεχών ημερών και θα περατωθούν μέχρι του τέλους του έτους. Ο κ. υπουργός εδ (289, 2165, 447, 2282)
article (946, 1506, 1223, 1790)
headline-line: ΟΙ ΔΗΜΟΣΙΟΙ ΚΛΗΤΗΡΕΣ (312, 690, 424, 701)
headline-line: ΚΑΙ ΗΝΩΜ. ΠΟΛΙΤΕΙΩΝ (808, 831, 912, 842)
article (457, 325, 774, 544)
article-body: ΒΑΡΣΟΒΙΑ, 24. — Κατά πληροφορίας εκ των αρμοδίων υπηρεσιών, η σχετική απόφασις ελήφθη κατόπιν μακράς συσκέψεως, εις την οποίαν μετέσχον οι εκπρόσωποι των ενδιαφερομένων φορέων. Ως ανεκοινώθη, αι εργασίαι θα αρχίσουν εντός των προσεχών ημερών και θα περατωθούν μέχρι του τέλους του έτους. Ο κ. υπουργός εδήλωσεν ότι η κυβέρνησις παρακολουθεί μετ' ενδιαφέροντος το ζήτημα και θα λάβη πάντα τα ενδεικνυόμενα μέτρα. Κατά πληροφορίας εκ των αρμοδίων υπηρεσιών, η σχετική απόφασις ελήφθη κατόπιν μακράς συσκέψεως, εις την οποίαν μετέσχον οι εκπρόσωποι των ενδιαφερομένων φορέων. Ως ανεκοινώθη, αι εργασίαι θα αρχίσουν εντός των προσεχών ημερών και θα περατωθούν μέχρι του τέλους του έτους. Ο κ. υπουργός εδήλωσεν ότι η κυβέρνησις παρακολουθεί μετ' ενδιαφέροντος το ζήτημα και θα λάβη πάντα τα ενδεικνυόμενα μέτρα. Κατά πληροφορίας εκ των αρμοδίων υπηρεσιών, η σχετική απόφασις ελήφθη κατόπιν μακράς συσκέψεως, εις την οποίαν μετέσχον οι εκπρόσωποι των ενδιαφερομένων φορέων. Ως ανεκοινώθη, αι εργασίαι θα αρχίσουν εντός των προσεχών ημερών και θα περατωθούν μέχρι του τέλους του έτους. Ο κ. υπουργός εδήλωσεν ότι η κυβέρνησις παρακολουθεί μετ' ενδιαφέροντος το ζήτημα και θα λάβη πάντα τα ενδεικνυόμενα μέτρα. Κατά πληροφορίας εκ των αρμοδίων υπηρεσιών, η σχετική απόφασις ελήφθη κατόπιν μακράς συσκέψεως, εις την οποίαν μετέσχον οι εκπρόσωποι των ενδιαφερομένων φορέων. Ως ανεκοινώθη, αι εργασίαι θα αρχίσουν εντός των προσεχών ημερών και θα περατωθούν μέχρι του τέλους του έτους. Ο κ. υπουργός εδήλωσεν ότι η κυβέρνησις παρακολουθεί μετ' ενδιαφέροντος το ζήτημα και θα λάβη πάντα τα ενδεικνυόμενα μέτρα. Κατά πληροφορίας εκ των αρμοδίων υπη (784, 1344, 936, 1529)
headline-line: ΤΗΝ 24ΗΝ ΑΥΓΟΥΣΤΟΥ ΑΡΧΙΖΕΙ Ο ΕΟΡΤΑΣΜΟΣ (11, 1024, 273, 1038)
headline-line: "ΚΑΠΕΤΑΝ ΓΙΑΝΝΗΣ" (319, 1010, 416, 1021)
dateline: ΛΕΝΙΝΓΚΡΑΝΤ, 24. — (784, 846, 847, 852)
headline-line: ΤΗΝ ΑΓΓΛΩΝ ΕΚ ΑΝΤΕΝ (806, 1006, 914, 1018)
dateline: ΜΟΣΧΑ, 24. — (784, 1021, 824, 1027)
headline (946, 404, 1223, 435)
headline-line: ΟΥΔΕΙΣ ΑΝΑΤΟΛΙΚΟΓΕΡΜΑΝΟΣ (1104, 1276, 1210, 1298)
headline (289, 1285, 447, 1317)
headline-line: ΑΝΕΥΡΕΘΗ ΕΙΣ ΤΟΝ ΟΡΜΟΝ (304, 989, 432, 1000)
headline-line: ΤΗΝ ΠΩΛΗΣΙΝ (828, 15, 892, 27)
article-body: ΡΩΜΗ, 24. — Κατά πληροφορίας εκ των αρμοδίων υπηρεσιών, η σχετική απόφασις ελήφθη κατόπιν μακράς συσκέψεως, εις την οποίαν μετέσχον οι εκπρόσωποι των ενδιαφερομένων φορέων. Ως ανεκοινώθη, αι εργασίαι θα αρχίσουν εντός των προσεχών ημερών και θα περατωθούν μέχρι του τέλους του έτους. Ο κ. υπουργός εδήλωσεν ότι η κυβέρνησις παρακολουθεί μετ' ενδιαφέροντος το ζήτημα και θα λάβη πάντα τα ενδεικνυόμενα μέτρα. Κατά πληροφορίας εκ των αρμοδίων υπηρεσιών, η σχετική απόφασις ελήφθη κατόπιν μακράς συσκέψεως, εις την οποίαν μετέσχον οι εκπρόσωποι των ενδιαφερομένων φορέων. Ως ανεκοινώθη, αι εργασίαι θα αρχίσουν εντός των προσεχών ημερών και θα περατωθούν μέχρι του τέλους του έτους. Ο κ. υπουργός εδήλωσεν ότι η κυβέρνησις παρακολουθεί μετ' ενδιαφέροντος το ζήτημα και θα λάβη πάντα τα ενδεικνυόμενα μέτρα. Κατά πληροφορίας εκ των αρμοδίων υπηρεσιών, η σχετική απόφασις ελήφθη κατόπιν μακράς συσκέψεως, εις την οποίαν μετέσχον οι εκπρόσωποι των ενδιαφερομένων φορέων. Ως ανεκοινώθη, αι εργασίαι θα αρχίσουν εντός των προσεχών ημερών και θα περατωθούν μέχρι του τέλους του έτους. Ο κ. υπουργός εδ (289, 2014, 447, 2131)
headline (946, 892, 1223, 929)
headline-line: ΔΙΑ ΤΗΝ ΠΑΡΑΚΟΛΟΥΘΗΣΙΝ ΚΑΙ ΤΟΝ ΕΛΕΓΧΟΝ (495, 1281, 735, 1294)
headline-line: ΛΟΓΩ ΤΗΣ ΣΗΜΕΙΩΘΕΙΣΗΣ ΕΛΛΕΙΨΕΩΣ ΤΡΟΦΙΜΩΝ (956, 42, 1213, 55)
headline-line: ΣΚΟΤΩΘΗΣΑΝ (335, 1295, 401, 1306)
headline (457, 325, 774, 404)
article (946, 6, 1223, 147)
headline-line: ΛΑΘΡΕΜΠΟΡΟΣ (824, 673, 896, 684)
headline-line: ΕΙΣΗΘΕ ΚΑΙ ΕΙΣ ΤΟ ΓΙΟΥΓΚΟΣΛΑΒΙΚΟΝ ΕΔΑΦΟΣ (20, 54, 264, 67)
dateline: ΒΕΡΟΛΙΝΟΝ, 24. — (1091, 1322, 1143, 1328)
headline-line: ΔΙΑ ΤΟΝ ΦΟΝΟΝ ΤΗΣ ΚΟΡΗΣ ΤΟΥ ΒΙΟΜΗΧΑΝΟΥ ΣΥΡΕΓΓΕΛΑ (5, 849, 279, 861)
article (784, 1540, 936, 1704)
dateline: ΑΘΗΝΑΙ, 24. — (457, 1107, 499, 1113)
headline-line: ΤΟ ΙΡΑΚ ΔΕΝ ΘΑ ΘΡΗΝΗ (804, 1865, 916, 1877)
article-body: ΑΘΗΝΑΙ, 24. — Κατά πληροφορίας εκ των αρμοδίων υπηρεσιών, η σχετική απόφασις ελήφθη κατόπιν μακράς συσκέψεως, εις την οποίαν μετέσχον οι εκπρόσωποι των ενδιαφερομένων φορέων. Ως ανεκοινώθη, αι εργασίαι θα αρχίσουν εντός των προσεχών ημερών και θα περατωθούν μέχρι του τέλους του έτους. Ο κ. υπουργός εδήλωσεν ότι η κυβέρνησις παρακολουθεί μετ' ενδιαφέροντος το ζήτημα και θα λάβη πάντα τα ενδεικνυόμενα μέτρα. Κατά πληροφορίας εκ των αρμοδίων υπηρεσιών, η σχετική απόφασις ελήφθη κατόπιν μακράς συσκέψεως, εις την οποίαν μετέσχον οι εκπρόσωποι των ενδιαφερομένων φορέων. Ως ανεκοινώθη, αι εργασίαι θα αρχίσουν εντός των προσεχών ημερών και θα περατωθούν μέχρι του τέλους του έτους. Ο κ. υπουργός εδήλωσεν ότι η κυβέρνησις παρακολουθεί μετ' ενδιαφέροντος το ζήτημα και θα λάβη πάντα τα ενδεικνυόμενα μέτρα. Κατά πληροφορίας εκ των αρμοδίων υπηρεσιών, η σχετική απόφασις ελήφθη κατόπιν μακράς συσκέψεως, εις την οποίαν μετέσχον οι εκπρόσωποι των ενδιαφερομένων φορέων. Ως ανεκοινώθη, αι εργασίαι θα αρχίσουν εντός των προσεχών ημερών και θα περατωθούν μέχρι του τέλους του έτους. Ο κ. υπουργός εδ (1091, 249, 1223, 394)
headline (946, 496, 1223, 533)
dateline: ΝΕΟΝ ΔΕΛΧΙ, 24. — (946, 58, 1001, 64)
headline-line: ΚΑΤΑΧΡΗΣΙΣ ΕΙΣ ΒΑΡΟΣ ΤΟΥ ΔΗΜΟΣΙΟΥ (502, 866, 728, 879)
headline-line: ΕΙΣ ΤΗΝ ΙΑΠΩΝΙΑΝ (817, 1718, 903, 1729)
headline (784, 509, 936, 540)
article-body: ΟΥΑΣΙΓΚΤΩΝ, 24. — Κατά πληροφορίας εκ των αρμοδίων υπηρεσιών, η σχετική απόφασις ελήφθη κατόπιν μακράς συσκέψεως, εις την οποίαν μετέσχον οι εκπρόσωποι των ενδιαφερομένων φορέων. Ως ανεκοινώθη, αι εργασίαι θα αρχίσουν εντός των προσεχών ημερών και θα περατωθούν μέχρι του τέλους του έτους. Ο κ. υπουργός εδήλωσεν ότι η κυβέρνησις παρακολουθεί μετ' ενδιαφέροντος το ζήτημα και θα λάβη πάντα τα ενδεικνυόμενα μέτρα. Κατά πληροφορίας εκ των αρμοδίων υπηρεσιών, η σχετική απόφασις ελήφθη κατόπιν μακράς συσκέψεως, εις την οποίαν μετέσχον οι εκπρόσωποι των ενδιαφερομένων φορέων. Ως ανεκοινώθη, αι εργασίαι θα αρχίσουν εντός των προσεχών ημερών και θα περατωθούν μέχρι του τέλους του έτους. Ο κ. υπουργός εδήλωσεν ότι η κυβέρνησις παρακολουθεί μετ' ενδιαφέροντος το ζήτημα και θα λάβη πάντα τα ενδεικνυόμενα μέτρα. Κατά πληροφορίας εκ των αρμοδίων υπηρεσιών, η σχετική απόφασις ελήφθη κατόπιν μακράς συσκέψεως, εις την οποίαν μετέσχον οι εκπρόσωποι των ενδιαφερομένων φορέων. Ως ανεκοινώθη, αι εργασίαι θα αρχίσουν εντός των προσεχών ημερών και θα περατωθούν μέχρι του τέλους του έτους. Ο κ. υπουργός εδήλωσεν ότι η κυβέρνησις παρακολουθεί μετ' ενδιαφέροντος το ζήτημα και θα λάβη πάντα τα ενδεικνυόμενα μέτρα. Κατά πληροφορίας εκ των αρμοδίων υπηρεσιών, η σχετική απόφασις ελήφθη κατόπιν μακράς συσκέψεως, εις την οποίαν μετέσχον οι εκπρόσωποι των ενδιαφερομένων φορέων. Ως ανεκοινώθη, αι εργασίαι θα αρχίσουν εντός των προσεχών ημερών και θα περατωθούν μέχρι του τέλους του έτους. Ο κ. υπουργός εδήλωσεν ότι η κυβέρνησις παρακολουθεί μετ' ενδιαφέροντος το ζήτημα και θα λάβη πάντα τα ενδεικνυόμενα μέτρα. Κατά πληροφορίας εκ των αρμοδίων υπηρεσιών, η σχετική απόφασις ελήφθη κατόπιν μακράς συσκέψεως, εις την οποίαν μετέσχον οι εκπρόσωποι των ενδιαφερομένων φορέων. Ως ανεκοινώθη, αι εργασίαι θα αρχίσουν εντός των προσεχών ημερών και θα περατωθούν μέχρι του τέλους του έτους. Ο κ. υπουργός εδήλωσεν ότι η κυβέρνησις παρακολουθεί μετ' ενδιαφέροντος το ζήτημα και θα λάβη πάντα τα ενδεικνυόμενα μέτρα. Κατά πληροφορίας εκ των αρμοδίων υπηρεσιών, η σχετική απόφασις ελήφθη κατόπιν μακράς συσκέψεως, εις την οποίαν μετέσχον οι εκπρόσωποι των ενδιαφερομένων φορέων. Ως ανεκοινώθη, αι εργασίαι θα αρχίσουν εντός των προσεχών ημερών και θα περατωθούν μέχρι του τέλους του έτους. Ο κ. υπουργός εδήλωσεν ότι η κυβέρνησις παρακολουθεί μετ' ενδιαφέροντος το ζήτημα και θα (784, 51, 936, 319)
headline-line: ΔΙΑ ΤΗΝ ΕΛΛΗΝΙΚΗΝ ΑΞΙΩΣΙΝ (540, 560, 691, 573)
article-body: ΔΡΑΜΑ, 24. — Κατά πληροφορίας εκ των αρμοδίων υπηρεσιών, η σχετική απόφασις ελήφθη κατόπιν μακράς συσκέψεως, εις την οποίαν μετέσχον οι εκπρόσωποι των ενδιαφερομένων φορέων. Ως ανεκοινώθη, αι εργασίαι θα αρχίσουν εντός των προσεχών ημερών και θα περατωθούν μέχρι του τέλους του έτους. Ο κ. υπουργός εδήλωσεν ότι η κυβέρνησις παρακολουθεί μετ' ενδιαφέροντος το ζήτημα και θα λάβη πάντα τα ενδεικνυόμενα μέτρα. Κατά πληροφορίας εκ των αρμοδίων υπηρεσιών, η σχετική απόφασις ελήφθη κατόπιν μακράς συσκέψεως, εις την οποίαν μετέσχον οι εκπρόσωποι των ενδιαφερομένων φορέων. Ως ανεκοινώθη, αι εργασίαι θα αρχίσουν εντός των προσεχών ημερών και θα περατωθούν μέχρι του τέλους του έτους. Ο κ. υπουργός εδήλωσεν ότι η κυβέρνησις παρακολουθεί μετ' ενδιαφέροντος το ζήτημα και θα λάβη πάντα τα ενδεικνυόμενα μέτρα. Κατά πληροφορίας εκ των αρμοδίων υπηρεσιών, η σχετική απόφασις ελήφθη κατόπιν μακράς συσκέψεως, εις την οποίαν μετέσχον οι εκπρόσωποι των ενδιαφερομένων φορέων. Ως ανεκοινώθη, αι εργασίαι θα αρχίσου (5, 2110, 279, 2179)
dateline: ΑΘΗΝΑΙ, 24. — (5, 699, 51, 705)
article (784, 330, 936, 504)
headline (289, 1433, 447, 1454)
article-body: ΑΘΗΝΑΙ, 24. — Κατά πληροφορίας εκ των αρμοδίων υπηρεσιών, η σχετική απόφασις ελήφθη κατόπιν μακράς συσκέψεως, εις την οποίαν μετέσχον οι εκπρόσωποι των ενδιαφερομένων φορέων. Ως ανεκοινώθη, αι εργασίαι θα αρχίσουν εντός των προσεχών ημερών και θα περατωθούν μέχρι του τέλους του έτους. Ο κ. υπουργός εδήλωσεν ότι η κυβέρνησις παρακολουθεί μετ' ενδιαφέροντος το ζήτημα και θα λάβη πάντα τα ενδεικνυόμενα μέτρα. Κατά πληροφορίας εκ των αρμοδίων υπηρεσιών, η σχετική απόφασις ελήφθη κατόπιν μακράς συσκέψεως, εις την οποίαν μετέσχον οι εκπρόσωποι των ενδιαφερομένων φορέων. Ως ανεκοινώθη, αι εργασίαι θα αρχίσουν εντός των προσεχών ημερών και θα περατωθούν μέχρι του τέλους του έτους. Ο κ. υπουργός εδήλωσεν ότι η κυβέρνησις παρακολουθεί μετ' ενδιαφέροντος το ζήτημα και θα λάβη πάντα τα ενδεικνυόμενα μέτρα. Κατά πληροφορίας εκ των αρμοδίων υπηρεσιών, η σχετική απόφασις ελήφθη κατόπιν μακράς συσκέψεως, εις την οποί (289, 714, 447, 818)
article-body: ΝΕΑ ΥΟΡΚΗ, 24. — Κατά πληροφορίας εκ των αρμοδίων υπηρεσιών, η σχετική απόφασις ελήφθη κατόπιν μακράς συσκέψεως, εις την οποίαν μετέσχον οι εκπρόσωποι των ενδιαφερομένων φορέων. Ως ανεκοινώθη, αι εργασίαι θα αρχίσουν εντός των προσεχών ημερών και θα περατωθούν μέχρι του τέλους του έτους. Ο κ. υπουργός εδήλωσεν ότι η κυβέρνησις παρακολουθεί μετ' ενδιαφέροντος το ζήτημα και θα λάβη πάντα τα ενδεικνυόμενα μέτρα. Κατά πληροφορίας εκ των αρμοδίων υπηρεσιών, η σχετική απόφασις ελήφθη κατόπιν μακράς συσκέψεως, εις την οποίαν μετέσχον οι εκπρόσωποι των ενδιαφερομένων φορέων. Ως ανεκοινώθη, αι εργασίαι θα αρχίσουν εντός των προσεχών ημερών και θα περατωθούν μέχρι του τέλους του έτους. Ο κ. υπουργός εδήλωσεν ότι η κυβέρνησις παρακολουθεί μετ' ενδιαφέροντος το ζήτημα και θα λάβη πάντα τα ενδεικνυόμενα μέτρα. Κατά πληροφορίας εκ των αρμοδίων υπηρεσιών, η σχετική απόφασις ελήφθη κατόπιν μακράς συσκέψεως, εις την οποίαν μετέσχον οι εκπρόσωποι των ενδιαφερομένων φορέων. Ως ανεκοινώθη, αι εργασίαι θα αρχίσουν εντός των προσεχών ημερών και θα περατωθούν μέχρι του τέλους του έτους. Ο κ. υπουργός εδ (784, 1168, 936, 1299)
headline-line: ΔΙΑ ΤΗΝ ΕΚΤΕΛΕΣΙΝ ΤΕΧΝΙΚΩΝ ΕΡΓΩΝ (42, 271, 242, 284)
article (289, 2293, 447, 2439)
headline-line: ΘΑ ΧΟΡΗΓΗΘΗ ΔΑΝΕΙΟΝ ΕΙΣ ΤΗΝ ΕΛΛΗΝΙΚΗΝ (497, 226, 733, 239)
headline-line: ΑΠΑΓΟΡΕΥΕΤΑΙ ΕΦΕΞΗΣ ΥΠΟ ΜΟΡΦΗΝ ΚΟΝΕΩΣ ΕΙΣΑΓΩΓΗ (7, 674, 277, 685)
article (784, 811, 936, 982)
article (289, 1647, 447, 1814)
article (784, 987, 936, 1130)
dateline: ΑΘΗΝΑΙ, 24. — (289, 1671, 332, 1677)
headline-line: Ο ΧΡΗΜΑΤΙΣΤΗΡΙΟΝ ΤΩΝ ΕΜΠΟΡΕΥΜΑΤΩΝ (20, 1455, 264, 1469)
headline-line: ΤΗΝ ΣΥΜΦΩΝΙΑΝ (1045, 1240, 1124, 1252)
headline (289, 2444, 447, 2465)
headline-line: ΕΙΣ ΤΗΝ ΘΕΣΣΑΛΟΝΙΚΗΝ (312, 432, 424, 443)
headline (5, 405, 279, 441)
headline-line: ΕΠΙ ΤΗ ΕΜΦΑΝΙΣΕΙ ΔΙΑΡΡΗΚΤΟΥ ΕΙΣ ΤΟΥΣ ΚΟΙΤΩΝΑΣ (480, 18, 750, 31)
headline (784, 1310, 936, 1341)
article (457, 1268, 774, 1465)
headline (946, 1156, 1223, 1176)
headline-line: Ο Κ. ΑΡΑΟΥΖΟ ΚΑΣΤΡΟ (807, 1539, 913, 1550)
dateline: ΑΘΗΝΑΙ, 24. — (5, 1054, 51, 1060)
article (457, 1671, 774, 1806)
headline-line: Ο Κ. ΜΑΟΥΡΕΡ ΕΠΙΣΚΕΠΤΟΜΕΝΟΣ ΤΟ ΠΑΡΙΣΙ (487, 1469, 743, 1483)
headline-line: 1.500 ΔΡΑΧΜΑΣ ΖΗΤΟΥΝ (312, 680, 424, 691)
headline-line: ΕΚΣΥΓΧΡΟΝΙΣΜΟΥ ΤΟΥ ΑΕΡΟΛΙΜΕΝΟΣ ΜΙΚΡΑΣ (21, 282, 262, 295)
dateline: ΜΙΛΑΝΟΝ, 24. — (946, 438, 992, 444)
